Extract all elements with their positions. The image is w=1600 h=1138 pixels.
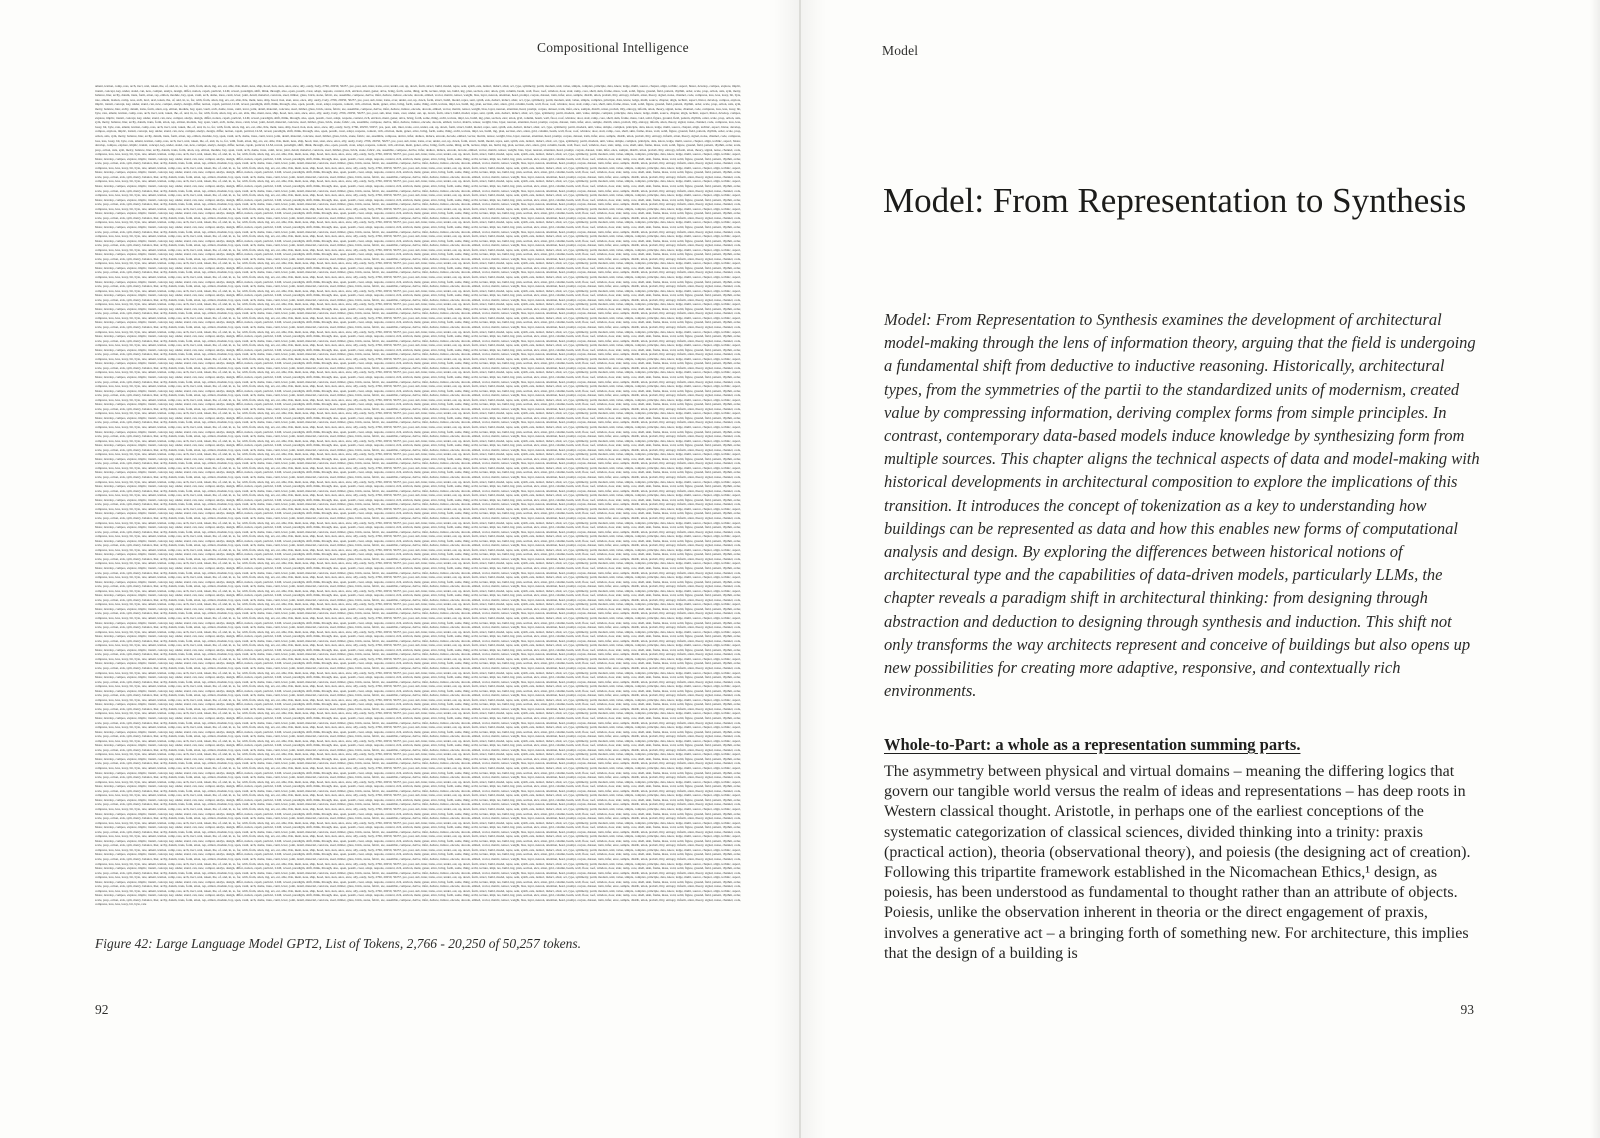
page-gutter xyxy=(799,0,801,1138)
running-head-left: Compositional Intelligence xyxy=(537,40,689,55)
page-right xyxy=(800,0,1600,1138)
gutter-shade-right xyxy=(800,0,826,1138)
chapter-abstract: Model: From Representation to Synthesis examines the development of architectural model-making through the lens of information theory, arguing that the field is undergoing a fundamental shift from deductive to inductive reasoning. Historically, architectural types, from the symmetries of the partii to the standardized units of modernism, created value by compressing information, deriving complex forms from simple principles. In contrast, contemporary data-based models induce knowledge by synthesizing form from multiple sources. This chapter aligns the technical aspects of data and model-making with historical developments in architectural composition to explore the implications of this transition. It introduces the concept of tokenization as a key to understanding how buildings can be represented as data and how this enables new forms of computational analysis and design. By exploring the differences between historical notions of architectural type and the capabilities of data-driven models, particularly LLMs, the chapter reveals a paradigm shift in architectural thinking: from designing through abstraction and deduction to designing through synthesis and induction. This shift not only transforms the way architects represent and conceive of buildings but also opens up new possibilities for creating more adaptive, responsive, and contextually rich environments. xyxy=(884,310,1480,701)
gutter-shade-left xyxy=(774,0,800,1138)
page-number-left: 92 xyxy=(95,1002,109,1017)
section-body: The asymmetry between physical and virtual domains – meaning the differing logics that govern our tangible world versus the realm of ideas and representations – has deep roots in Western classical thought. Aristotle, in perhaps one of the earliest conceptions of the systematic categorization of classical sciences, divided thinking into a trinity: praxis (practical action), theoria (observational theory), and poiesis (the designing act of creation). Following this tripartite framework established in the Nicomachean Ethics,¹ design, as poiesis, has been understood as fundamental to thought rather than an attribute of objects. Poiesis, unlike the observation inherent in theoria or the direct engagement of praxis, involves a generative act – a bringing forth of something new. For architecture, this implies that the design of a building is xyxy=(884,763,1471,962)
running-head-right: Model xyxy=(882,43,919,58)
figure-caption: Figure 42: Large Language Model GPT2, List of Tokens, 2,766 - 20,250 of 50,257 tokens. xyxy=(95,936,581,951)
section-heading: Whole-to-Part: a whole as a representation summing parts. xyxy=(884,735,1301,754)
token-block: ament, ization, comp, ress, arch, itect, ural, token, the, of, and, in, to, for, with, from, ation, ing, ers, est, able, ible, ment, ness, ship, hood, tion, sion, ance, ence, ally, ously, ively, 2766, 20250, 50257, pre, post, sub, inter, trans, over, under, out, up, down, form, struct, build, model, repre, sent, synth, esis, deduct, induct, abstr, act, type, symmetry, partii, modern, unit, value, simple, complex, principle, data, know, ledge, multi, source, chapter, align, technic, aspect, histor, develop, compos, explore, implic, transit, concept, key, under, stand, can, new, comput, analys, design, differ, notion, capab, particul, LLM, reveal, paradigm, shift, think, through, also, open, possib, creat, adapt, respons, context, rich, environ, ment, gener, ative, bring, forth, some, thing, archi, tecture, impl, ies, build, ing, plan, section, elev, ation, grid, column, beam, wall, floor, roof, window, door, stair, ramp, core, shell, skin, frame, mass, void, solid, figure, ground, field, pattern, rhythm, order, scale, prop, ortion, axis, sym, metry, balance, hier, archy, datum, trans, form, ation, rep, etition, module, bay, span, vault, arch, dome, truss, canti, lever, joint, detail, material, concrete, steel, timber, glass, brick, stone, fabric, ate, assemble, compose, derive, infer, deduce, induce, encode, decode, embed, vector, matrix, tensor, weight, bias, layer, neuron, attention, head, prompt, corpus, dataset, train, infer, ence, sample, distrib, ution, probab, ility, entropy, inform, ation, theory, signal, noise, channel, code, compress, loss, less, lossy, bit, byte, rate, ament, ization, comp, ress, arch, itect, ural, token, the, of, and, in, to, for, with, from, ation, ing, ers, est, able, ible, ment, ness, ship, hood, tion, sion, ance, ence, ally, ously, ively, 2766, 20250, 50257, pre, post, sub, inter, trans, over, under, out, up, down, form, struct, build, model, repre, sent, synth, esis, deduct, induct, abstr, act, type, symmetry, partii, modern, unit, value, simple, complex, principle, data, know, ledge, multi, source, chapter, align, technic, aspect, histor, develop, compos, explore, implic, transit, concept, key, under, stand, can, new, comput, analys, design, differ, notion, capab, particul, LLM, reveal, paradigm, shift, think, through, also, open, possib, creat, adapt, respons, context, rich, environ, ment, gener, ative, bring, forth, some, thing, archi, tecture, impl, ies, build, ing, plan, section, elev, ation, grid, column, beam, wall, floor, roof, window, door, stair, ramp, core, shell, skin, frame, mass, void, solid, figure, ground, field, pattern, rhythm, order, scale, prop, ortion, axis, sym, metry, balance, hier, archy, datum, trans, form, ation, rep, etition, module, bay, span, vault, arch, dome, truss, canti, lever, joint, detail, material, concrete, steel, timber, glass, brick, stone, fabric, ate, assemble, compose, derive, infer, deduce, induce, encode, decode, embed, vector, matrix, tensor, weight, bias, layer, neuron, attention, head, prompt, corpus, dataset, train, infer, ence, sample, distrib, ution, probab, ility, entropy, inform, ation, theory, signal, noise, channel, code, compress, loss, less, lossy, bit, byte, rate, ament, ization, comp, ress, arch, itect, ural, token, the, of, and, in, to, for, with, from, ation, ing, ers, est, able, ible, ment, ness, ship, hood, tion, sion, ance, ence, ally, ously, ively, 2766, 20250, 50257, pre, post, sub, inter, trans, over, under, out, up, down, form, struct, build, model, repre, sent, synth, esis, deduct, induct, abstr, act, type, symmetry, partii, modern, unit, value, simple, complex, principle, data, know, ledge, multi, source, chapter, align, technic, aspect, histor, develop, compos, explore, implic, transit, concept, key, under, stand, can, new, comput, analys, design, differ, notion, capab, particul, LLM, reveal, paradigm, shift, think, through, also, open, possib, creat, adapt, respons, context, rich, environ, ment, gener, ative, bring, forth, some, thing, archi, tecture, impl, ies, build, ing, plan, section, elev, ation, grid, column, beam, wall, floor, roof, window, door, stair, ramp, core, shell, skin, frame, mass, void, solid, figure, ground, field, pattern, rhythm, order, scale, prop, ortion, axis, sym, metry, balance, hier, archy, datum, trans, form, ation, rep, etition, module, bay, span, vault, arch, dome, truss, canti, lever, joint, detail, material, concrete, steel, timber, glass, brick, stone, fabric, ate, assemble, compose, derive, infer, deduce, induce, encode, decode, embed, vector, matrix, tensor, weight, bias, layer, neuron, attention, head, prompt, corpus, dataset, train, infer, ence, sample, distrib, ution, probab, ility, entropy, inform, ation, theory, signal, noise, channel, code, compress, loss, less, lossy, bit, byte, rate, ament, ization, comp, ress, arch, itect, ural, token, the, of, and, in, to, for, with, from, ation, ing, ers, est, able, ible, ment, ness, ship, hood, tion, sion, ance, ence, ally, ously, ively, 2766, 20250, 50257, pre, post, sub, inter, trans, over, under, out, up, down, form, struct, build, model, repre, sent, synth, esis, deduct, induct, abstr, act, type, symmetry, partii, modern, unit, value, simple, complex, principle, data, know, ledge, multi, source, chapter, align, technic, aspect, histor, develop, compos, explore, implic, transit, concept, key, under, stand, can, new, comput, analys, design, differ, notion, capab, particul, LLM, reveal, paradigm, shift, think, through, also, open, possib, creat, adapt, respons, context, rich, environ, ment, gener, ative, bring, forth, some, thing, archi, tecture, impl, ies, build, ing, plan, section, elev, ation, grid, column, beam, wall, floor, roof, window, door, stair, ramp, core, shell, skin, frame, mass, void, solid, figure, ground, field, pattern, rhythm, order, scale, prop, ortion, axis, sym, metry, balance, hier, archy, datum, trans, form, ation, rep, etition, module, bay, span, vault, arch, dome, truss, canti, lever, joint, detail, material, concrete, steel, timber, glass, brick, stone, fabric, ate, assemble, compose, derive, infer, deduce, induce, encode, decode, embed, vector, matrix, tensor, weight, bias, layer, neuron, attention, head, prompt, corpus, dataset, train, infer, ence, sample, distrib, ution, probab, ility, entropy, inform, ation, theory, signal, noise, channel, code, compress, loss, less, lossy, bit, byte, rate, ament, ization, comp, ress, arch, itect, ural, token, the, of, and, in, to, for, with, from, ation, ing, ers, est, able, ible, ment, ness, ship, hood, tion, sion, ance, ence, ally, ously, ively, 2766, 20250, 50257, pre, post, sub, inter, trans, over, under, out, up, down, form, struct, build, model, repre, sent, synth, esis, deduct, induct, abstr, act, type, symmetry, partii, modern, unit, value, simple, complex, principle, data, know, ledge, multi, source, chapter, align, technic, aspect, histor, develop, compos, explore, implic, transit, concept, key, under, stand, can, new, comput, analys, design, differ, notion, capab, particul, LLM, reveal, paradigm, shift, think, through, also, open, possib, creat, adapt, respons, context, rich, environ, ment, gener, ative, bring, forth, some, thing, archi, tecture, impl, ies, build, ing, plan, section, elev, ation, grid, column, beam, wall, floor, roof, window, door, stair, ramp, core, shell, skin, frame, mass, void, solid, figure, ground, field, pattern, rhythm, order, scale, prop, ortion, axis, sym, metry, balance, hier, archy, datum, trans, form, ation, rep, etition, module, bay, span, vault, arch, dome, truss, canti, lever, joint, detail, material, concrete, steel, timber, glass, brick, stone, fabric, ate, assemble, compose, derive, infer, deduce, induce, encode, decode, embed, vector, matrix, tensor, weight, bias, layer, neuron, attention, head, prompt, corpus, dataset, train, infer, ence, sample, distrib, ution, probab, ility, entropy, inform, ation, theory, signal, noise, channel, code, compress, loss, less, lossy, bit, byte, rate, ament, ization, comp, ress, arch, itect, ural, token, the, of, and, in, to, for, with, from, ation, ing, ers, est, able, ible, ment, ness, ship, hood, tion, sion, ance, ence, ally, ously, ively, 2766, 20250, 50257, pre, post, sub, inter, trans, over, under, out, up, down, form, struct, build, model, repre, sent, synth, esis, deduct, induct, abstr, act, type, symmetry, partii, modern, unit, value, simple, complex, principle, data, know, ledge, multi, source, chapter, align, technic, aspect, histor, develop, compos, explore, implic, transit, concept, key, under, stand, can, new, comput, analys, design, differ, notion, capab, particul, LLM, reveal, paradigm, shift, think, through, also, open, possib, creat, adapt, respons, context, rich, environ, ment, gener, ative, bring, forth, some, thing, archi, tecture, impl, ies, build, ing, plan, section, elev, ation, grid, column, beam, wall, floor, roof, window, door, stair, ramp, core, shell, skin, frame, mass, void, solid, figure, ground, field, pattern, rhythm, order, scale, prop, ortion, axis, sym, metry, balance, hier, archy, datum, trans, form, ation, rep, etition, module, bay, span, vault, arch, dome, truss, canti, lever, joint, detail, material, concrete, steel, timber, glass, brick, stone, fabric, ate, assemble, compose, derive, infer, deduce, induce, encode, decode, embed, vector, matrix, tensor, weight, bias, layer, neuron, attention, head, prompt, corpus, dataset, train, infer, ence, sample, distrib, ution, probab, ility, entropy, inform, ation, theory, signal, noise, channel, code, compress, loss, less, lossy, bit, byte, rate, ament, ization, comp, ress, arch, itect, ural, token, the, of, and, in, to, for, with, from, ation, ing, ers, est, able, ible, ment, ness, ship, hood, tion, sion, ance, ence, ally, ously, ively, 2766, 20250, 50257, pre, post, sub, inter, trans, over, under, out, up, down, form, struct, build, model, repre, sent, synth, esis, deduct, induct, abstr, act, type, symmetry, partii, modern, unit, value, simple, complex, principle, data, know, ledge, multi, source, chapter, align, technic, aspect, histor, develop, compos, explore, implic, transit, concept, key, under, stand, can, new, comput, analys, design, differ, notion, capab, particul, LLM, reveal, paradigm, shift, think, through, also, open, possib, creat, adapt, respons, context, rich, environ, ment, gener, ative, bring, forth, some, thing, archi, tecture, impl, ies, build, ing, plan, section, elev, ation, grid, column, beam, wall, floor, roof, window, door, stair, ramp, core, shell, skin, frame, mass, void, solid, figure, ground, field, pattern, rhythm, order, scale, prop, ortion, axis, sym, metry, balance, hier, archy, datum, trans, form, ation, rep, etition, module, bay, span, vault, arch, dome, truss, canti, lever, joint, detail, material, concrete, steel, timber, glass, brick, stone, fabric, ate, assemble, compose, derive, infer, deduce, induce, encode, decode, embed, vector, matrix, tensor, weight, bias, layer, neuron, attention, head, prompt, corpus, dataset, train, infer, ence, sample, distrib, ution, probab, ility, entropy, inform, ation, theory, signal, noise, channel, code, compress, loss, less, lossy, bit, byte, rate, ament, ization, comp, ress, arch, itect, ural, token, the, of, and, in, to, for, with, from, ation, ing, ers, est, able, ible, ment, ness, ship, hood, tion, sion, ance, ence, ally, ously, ively, 2766, 20250, 50257, pre, post, sub, inter, trans, over, under, out, up, down, form, struct, build, model, repre, sent, synth, esis, deduct, induct, abstr, act, type, symmetry, partii, modern, unit, value, simple, complex, principle, data, know, ledge, multi, source, chapter, align, technic, aspect, histor, develop, compos, explore, implic, transit, concept, key, under, stand, can, new, comput, analys, design, differ, notion, capab, particul, LLM, reveal, paradigm, shift, think, through, also, open, possib, creat, adapt, respons, context, rich, environ, ment, gener, ative, bring, forth, some, thing, archi, tecture, impl, ies, build, ing, plan, section, elev, ation, grid, column, beam, wall, floor, roof, window, door, stair, ramp, core, shell, skin, frame, mass, void, solid, figure, ground, field, pattern, rhythm, order, scale, prop, ortion, axis, sym, metry, balance, hier, archy, datum, trans, form, ation, rep, etition, module, bay, span, vault, arch, dome, truss, canti, lever, joint, detail, material, concrete, steel, timber, glass, brick, stone, fabric, ate, assemble, compose, derive, infer, deduce, induce, encode, decode, embed, vector, matrix, tensor, weight, bias, layer, neuron, attention, head, prompt, corpus, dataset, train, infer, ence, sample, distrib, ution, probab, ility, entropy, inform, ation, theory, signal, noise, channel, code, compress, loss, less, lossy, bit, byte, rate, ament, ization, comp, ress, arch, itect, ural, token, the, of, and, in, to, for, with, from, ation, ing, ers, est, able, ible, ment, ness, ship, hood, tion, sion, ance, ence, ally, ously, ively, 2766, 20250, 50257, pre, post, sub, inter, trans, over, under, out, up, down, form, struct, build, model, repre, sent, synth, esis, deduct, induct, abstr, act, type, symmetry, partii, modern, unit, value, simple, complex, principle, data, know, ledge, multi, source, chapter, align, technic, aspect, histor, develop, compos, explore, implic, transit, concept, key, under, stand, can, new, comput, analys, design, differ, notion, capab, particul, LLM, reveal, paradigm, shift, think, through, also, open, possib, creat, adapt, respons, context, rich, environ, ment, gener, ative, bring, forth, some, thing, archi, tecture, impl, ies, build, ing, plan, section, elev, ation, grid, column, beam, wall, floor, roof, window, door, stair, ramp, core, shell, skin, frame, mass, void, solid, figure, ground, field, pattern, rhythm, order, scale, prop, ortion, axis, sym, metry, balance, hier, archy, datum, trans, form, ation, rep, etition, module, bay, span, vault, arch, dome, truss, canti, lever, joint, detail, material, concrete, steel, timber, glass, brick, stone, fabric, ate, assemble, compose, derive, infer, deduce, induce, encode, decode, embed, vector, matrix, tensor, weight, bias, layer, neuron, attention, head, prompt, corpus, dataset, train, infer, ence, sample, distrib, ution, probab, ility, entropy, inform, ation, theory, signal, noise, channel, code, compress, loss, less, lossy, bit, byte, rate, ament, ization, comp, ress, arch, itect, ural, token, the, of, and, in, to, for, with, from, ation, ing, ers, est, able, ible, ment, ness, ship, hood, tion, sion, ance, ence, ally, ously, ively, 2766, 20250, 50257, pre, post, sub, inter, trans, over, under, out, up, down, form, struct, build, model, repre, sent, synth, esis, deduct, induct, abstr, act, type, symmetry, partii, modern, unit, value, simple, complex, principle, data, know, ledge, multi, source, chapter, align, technic, aspect, histor, develop, compos, explore, implic, transit, concept, key, under, stand, can, new, comput, analys, design, differ, notion, capab, particul, LLM, reveal, paradigm, shift, think, through, also, open, possib, creat, adapt, respons, context, rich, environ, ment, gener, ative, bring, forth, some, thing, archi, tecture, impl, ies, build, ing, plan, section, elev, ation, grid, column, beam, wall, floor, roof, window, door, stair, ramp, core, shell, skin, frame, mass, void, solid, figure, ground, field, pattern, rhythm, order, scale, prop, ortion, axis, sym, metry, balance, hier, archy, datum, trans, form, ation, rep, etition, module, bay, span, vault, arch, dome, truss, canti, lever, joint, detail, material, concrete, steel, timber, glass, brick, stone, fabric, ate, assemble, compose, derive, infer, deduce, induce, encode, decode, embed, vector, matrix, tensor, weight, bias, layer, neuron, attention, head, prompt, corpus, dataset, train, infer, ence, sample, distrib, ution, probab, ility, entropy, inform, ation, theory, signal, noise, channel, code, compress, loss, less, lossy, bit, byte, rate, ament, ization, comp, ress, arch, itect, ural, token, the, of, and, in, to, for, with, from, ation, ing, ers, est, able, ible, ment, ness, ship, hood, tion, sion, ance, ence, ally, ously, ively, 2766, 20250, 50257, pre, post, sub, inter, trans, over, under, out, up, down, form, struct, build, model, repre, sent, synth, esis, deduct, induct, abstr, act, type, symmetry, partii, modern, unit, value, simple, complex, principle, data, know, ledge, multi, source, chapter, align, technic, aspect, histor, develop, compos, explore, implic, transit, concept, key, under, stand, can, new, comput, analys, design, differ, notion, capab, particul, LLM, reveal, paradigm, shift, think, through, also, open, possib, creat, adapt, respons, context, rich, environ, ment, gener, ative, bring, forth, some, thing, archi, tecture, impl, ies, build, ing, plan, section, elev, ation, grid, column, beam, wall, floor, roof, window, door, stair, ramp, core, shell, skin, frame, mass, void, solid, figure, ground, field, pattern, rhythm, order, scale, prop, ortion, axis, sym, metry, balance, hier, archy, datum, trans, form, ation, rep, etition, module, bay, span, vault, arch, dome, truss, canti, lever, joint, detail, material, concrete, steel, timber, glass, brick, stone, fabric, ate, assemble, compose, derive, infer, deduce, induce, encode, decode, embed, vector, matrix, tensor, weight, bias, layer, neuron, attention, head, prompt, corpus, dataset, train, infer, ence, sample, distrib, ution, probab, ility, entropy, inform, ation, theory, signal, noise, channel, code, compress, loss, less, lossy, bit, byte, rate, ament, ization, comp, ress, arch, itect, ural, token, the, of, and, in, to, for, with, from, ation, ing, ers, est, able, ible, ment, ness, ship, hood, tion, sion, ance, ence, ally, ously, ively, 2766, 20250, 50257, pre, post, sub, inter, trans, over, under, out, up, down, form, struct, build, model, repre, sent, synth, esis, deduct, induct, abstr, act, type, symmetry, partii, modern, unit, value, simple, complex, principle, data, know, ledge, multi, source, chapter, align, technic, aspect, histor, develop, compos, explore, implic, transit, concept, key, under, stand, can, new, comput, analys, design, differ, notion, capab, particul, LLM, reveal, paradigm, shift, think, through, also, open, possib, creat, adapt, respons, context, rich, environ, ment, gener, ative, bring, forth, some, thing, archi, tecture, impl, ies, build, ing, plan, section, elev, ation, grid, column, beam, wall, floor, roof, window, door, stair, ramp, core, shell, skin, frame, mass, void, solid, figure, ground, field, pattern, rhythm, order, scale, prop, ortion, axis, sym, metry, balance, hier, archy, datum, trans, form, ation, rep, etition, module, bay, span, vault, arch, dome, truss, canti, lever, joint, detail, material, concrete, steel, timber, glass, brick, stone, fabric, ate, assemble, compose, derive, infer, deduce, induce, encode, decode, embed, vector, matrix, tensor, weight, bias, layer, neuron, attention, head, prompt, corpus, dataset, train, infer, ence, sample, distrib, ution, probab, ility, entropy, inform, ation, theory, signal, noise, channel, code, compress, loss, less, lossy, bit, byte, rate, ament, ization, comp, ress, arch, itect, ural, token, the, of, and, in, to, for, with, from, ation, ing, ers, est, able, ible, ment, ness, ship, hood, tion, sion, ance, ence, ally, ously, ively, 2766, 20250, 50257, pre, post, sub, inter, trans, over, under, out, up, down, form, struct, build, model, repre, sent, synth, esis, deduct, induct, abstr, act, type, symmetry, partii, modern, unit, value, simple, complex, principle, data, know, ledge, multi, source, chapter, align, technic, aspect, histor, develop, compos, explore, implic, transit, concept, key, under, stand, can, new, comput, analys, design, differ, notion, capab, particul, LLM, reveal, paradigm, shift, think, through, also, open, possib, creat, adapt, respons, context, rich, environ, ment, gener, ative, bring, forth, some, thing, archi, tecture, impl, ies, build, ing, plan, section, elev, ation, grid, column, beam, wall, floor, roof, window, door, stair, ramp, core, shell, skin, frame, mass, void, solid, figure, ground, field, pattern, rhythm, order, scale, prop, ortion, axis, sym, metry, balance, hier, archy, datum, trans, form, ation, rep, etition, module, bay, span, vault, arch, dome, truss, canti, lever, joint, detail, material, concrete, steel, timber, glass, brick, stone, fabric, ate, assemble, compose, derive, infer, deduce, induce, encode, decode, embed, vector, matrix, tensor, weight, bias, layer, neuron, attention, head, prompt, corpus, dataset, train, infer, ence, sample, distrib, ution, probab, ility, entropy, inform, ation, theory, signal, noise, channel, code, compress, loss, less, lossy, bit, byte, rate, ament, ization, comp, ress, arch, itect, ural, token, the, of, and, in, to, for, with, from, ation, ing, ers, est, able, ible, ment, ness, ship, hood, tion, sion, ance, ence, ally, ously, ively, 2766, 20250, 50257, pre, post, sub, inter, trans, over, under, out, up, down, form, struct, build, model, repre, sent, synth, esis, deduct, induct, abstr, act, type, symmetry, partii, modern, unit, value, simple, complex, principle, data, know, ledge, multi, source, chapter, align, technic, aspect, histor, develop, compos, explore, implic, transit, concept, key, under, stand, can, new, comput, analys, design, differ, notion, capab, particul, LLM, reveal, paradigm, shift, think, through, also, open, possib, creat, adapt, respons, context, rich, environ, ment, gener, ative, bring, forth, some, thing, archi, tecture, impl, ies, build, ing, plan, section, elev, ation, grid, column, beam, wall, floor, roof, window, door, stair, ramp, core, shell, skin, frame, mass, void, solid, figure, ground, field, pattern, rhythm, order, scale, prop, ortion, axis, sym, metry, balance, hier, archy, datum, trans, form, ation, rep, etition, module, bay, span, vault, arch, dome, truss, canti, lever, joint, detail, material, concrete, steel, timber, glass, brick, stone, fabric, ate, assemble, compose, derive, infer, deduce, induce, encode, decode, embed, vector, matrix, tensor, weight, bias, layer, neuron, attention, head, prompt, corpus, dataset, train, infer, ence, sample, distrib, ution, probab, ility, entropy, inform, ation, theory, signal, noise, channel, code, compress, loss, less, lossy, bit, byte, rate, ament, ization, comp, ress, arch, itect, ural, token, the, of, and, in, to, for, with, from, ation, ing, ers, est, able, ible, ment, ness, ship, hood, tion, sion, ance, ence, ally, ously, ively, 2766, 20250, 50257, pre, post, sub, inter, trans, over, under, out, up, down, form, struct, build, model, repre, sent, synth, esis, deduct, induct, abstr, act, type, symmetry, partii, modern, unit, value, simple, complex, principle, data, know, ledge, multi, source, chapter, align, technic, aspect, histor, develop, compos, explore, implic, transit, concept, key, under, stand, can, new, comput, analys, design, differ, notion, capab, particul, LLM, reveal, paradigm, shift, think, through, also, open, possib, creat, adapt, respons, context, rich, environ, ment, gener, ative, bring, forth, some, thing, archi, tecture, impl, ies, build, ing, plan, section, elev, ation, grid, column, beam, wall, floor, roof, window, door, stair, ramp, core, shell, skin, frame, mass, void, solid, figure, ground, field, pattern, rhythm, order, scale, prop, ortion, axis, sym, metry, balance, hier, archy, datum, trans, form, ation, rep, etition, module, bay, span, vault, arch, dome, truss, canti, lever, joint, detail, material, concrete, steel, timber, glass, brick, stone, fabric, ate, assemble, compose, derive, infer, deduce, induce, encode, decode, embed, vector, matrix, tensor, weight, bias, layer, neuron, attention, head, prompt, corpus, dataset, train, infer, ence, sample, distrib, ution, probab, ility, entropy, inform, ation, theory, signal, noise, channel, code, compress, loss, less, lossy, bit, byte, rate, ament, ization, comp, ress, arch, itect, ural, token, the, of, and, in, to, for, with, from, ation, ing, ers, est, able, ible, ment, ness, ship, hood, tion, sion, ance, ence, ally, ously, ively, 2766, 20250, 50257, pre, post, sub, inter, trans, over, under, out, up, down, form, struct, build, model, repre, sent, synth, esis, deduct, induct, abstr, act, type, symmetry, partii, modern, unit, value, simple, complex, principle, data, know, ledge, multi, source, chapter, align, technic, aspect, histor, develop, compos, explore, implic, transit, concept, key, under, stand, can, new, comput, analys, design, differ, notion, capab, particul, LLM, reveal, paradigm, shift, think, through, also, open, possib, creat, adapt, respons, context, rich, environ, ment, gener, ative, bring, forth, some, thing, archi, tecture, impl, ies, build, ing, plan, section, elev, ation, grid, column, beam, wall, floor, roof, window, door, stair, ramp, core, shell, skin, frame, mass, void, solid, figure, ground, field, pattern, rhythm, order, scale, prop, ortion, axis, sym, metry, balance, hier, archy, datum, trans, form, ation, rep, etition, module, bay, span, vault, arch, dome, truss, canti, lever, joint, detail, material, concrete, steel, timber, glass, brick, stone, fabric, ate, assemble, compose, derive, infer, deduce, induce, encode, decode, embed, vector, matrix, tensor, weight, bias, layer, neuron, attention, head, prompt, corpus, dataset, train, infer, ence, sample, distrib, ution, probab, ility, entropy, inform, ation, theory, signal, noise, channel, code, compress, loss, less, lossy, bit, byte, rate, ament, ization, comp, ress, arch, itect, ural, token, the, of, and, in, to, for, with, from, ation, ing, ers, est, able, ible, ment, ness, ship, hood, tion, sion, ance, ence, ally, ously, ively, 2766, 20250, 50257, pre, post, sub, inter, trans, over, under, out, up, down, form, struct, build, model, repre, sent, synth, esis, deduct, induct, abstr, act, type, symmetry, partii, modern, unit, value, simple, complex, principle, data, know, ledge, multi, source, chapter, align, technic, aspect, histor, develop, compos, explore, implic, transit, concept, key, under, stand, can, new, comput, analys, design, differ, notion, capab, particul, LLM, reveal, paradigm, shift, think, through, also, open, possib, creat, adapt, respons, context, rich, environ, ment, gener, ative, bring, forth, some, thing, archi, tecture, impl, ies, build, ing, plan, section, elev, ation, grid, column, beam, wall, floor, roof, window, door, stair, ramp, core, shell, skin, frame, mass, void, solid, figure, ground, field, pattern, rhythm, order, scale, prop, ortion, axis, sym, metry, balance, hier, archy, datum, trans, form, ation, rep, etition, module, bay, span, vault, arch, dome, truss, canti, lever, joint, detail, material, concrete, steel, timber, glass, brick, stone, fabric, ate, assemble, compose, derive, infer, deduce, induce, encode, decode, embed, vector, matrix, tensor, weight, bias, layer, neuron, attention, head, prompt, corpus, dataset, train, infer, ence, sample, distrib, ution, probab, ility, entropy, inform, ation, theory, signal, noise, channel, code, compress, loss, less, lossy, bit, byte, rate, ament, ization, comp, ress, arch, itect, ural, token, the, of, and, in, to, for, with, from, ation, ing, ers, est, able, ible, ment, ness, ship, hood, tion, sion, ance, ence, ally, ously, ively, 2766, 20250, 50257, pre, post, sub, inter, trans, over, under, out, up, down, form, struct, build, model, repre, sent, synth, esis, deduct, induct, abstr, act, type, symmetry, partii, modern, unit, value, simple, complex, principle, data, know, ledge, multi, source, chapter, align, technic, aspect, histor, develop, compos, explore, implic, transit, concept, key, under, stand, can, new, comput, analys, design, differ, notion, capab, particul, LLM, reveal, paradigm, shift, think, through, also, open, possib, creat, adapt, respons, context, rich, environ, ment, gener, ative, bring, forth, some, thing, archi, tecture, impl, ies, build, ing, plan, section, elev, ation, grid, column, beam, wall, floor, roof, window, door, stair, ramp, core, shell, skin, frame, mass, void, solid, figure, ground, field, pattern, rhythm, order, scale, prop, ortion, axis, sym, metry, balance, hier, archy, datum, trans, form, ation, rep, etition, module, bay, span, vault, arch, dome, truss, canti, lever, joint, detail, material, concrete, steel, timber, glass, brick, stone, fabric, ate, assemble, compose, derive, infer, deduce, induce, encode, decode, embed, vector, matrix, tensor, weight, bias, layer, neuron, attention, head, prompt, corpus, dataset, train, infer, ence, sample, distrib, ution, probab, ility, entropy, inform, ation, theory, signal, noise, channel, code, compress, loss, less, lossy, bit, byte, rate, ament, ization, comp, ress, arch, itect, ural, token, the, of, and, in, to, for, with, from, ation, ing, ers, est, able, ible, ment, ness, ship, hood, tion, sion, ance, ence, ally, ously, ively, 2766, 20250, 50257, pre, post, sub, inter, trans, over, under, out, up, down, form, struct, build, model, repre, sent, synth, esis, deduct, induct, abstr, act, type, symmetry, partii, modern, unit, value, simple, complex, principle, data, know, ledge, multi, source, chapter, align, technic, aspect, histor, develop, compos, explore, implic, transit, concept, key, under, stand, can, new, comput, analys, design, differ, notion, capab, particul, LLM, reveal, paradigm, shift, think, through, also, open, possib, creat, adapt, respons, context, rich, environ, ment, gener, ative, bring, forth, some, thing, archi, tecture, impl, ies, build, ing, plan, section, elev, ation, grid, column, beam, wall, floor, roof, window, door, stair, ramp, core, shell, skin, frame, mass, void, solid, figure, ground, field, pattern, rhythm, order, scale, prop, ortion, axis, sym, metry, balance, hier, archy, datum, trans, form, ation, rep, etition, module, bay, span, vault, arch, dome, truss, canti, lever, joint, detail, material, concrete, steel, timber, glass, brick, stone, fabric, ate, assemble, compose, derive, infer, deduce, induce, encode, decode, embed, vector, matrix, tensor, weight, bias, layer, neuron, attention, head, prompt, corpus, dataset, train, infer, ence, sample, distrib, ution, probab, ility, entropy, inform, ation, theory, signal, noise, channel, code, compress, loss, less, lossy, bit, byte, rate, ament, ization, comp, ress, arch, itect, ural, token, the, of, and, in, to, for, with, from, ation, ing, ers, est, able, ible, ment, ness, ship, hood, tion, sion, ance, ence, ally, ously, ively, 2766, 20250, 50257, pre, post, sub, inter, trans, over, under, out, up, down, form, struct, build, model, repre, sent, synth, esis, deduct, induct, abstr, act, type, symmetry, partii, modern, unit, value, simple, complex, principle, data, know, ledge, multi, source, chapter, align, technic, aspect, histor, develop, compos, explore, implic, transit, concept, key, under, stand, can, new, comput, analys, design, differ, notion, capab, particul, LLM, reveal, paradigm, shift, think, through, also, open, possib, creat, adapt, respons, context, rich, environ, ment, gener, ative, bring, forth, some, thing, archi, tecture, impl, ies, build, ing, plan, section, elev, ation, grid, column, beam, wall, floor, roof, window, door, stair, ramp, core, shell, skin, frame, mass, void, solid, figure, ground, field, pattern, rhythm, order, scale, prop, ortion, axis, sym, metry, balance, hier, archy, datum, trans, form, ation, rep, etition, module, bay, span, vault, arch, dome, truss, canti, lever, joint, detail, material, concrete, steel, timber, glass, brick, stone, fabric, ate, assemble, compose, derive, infer, deduce, induce, encode, decode, embed, vector, matrix, tensor, weight, bias, layer, neuron, attention, head, prompt, corpus, dataset, train, infer, ence, sample, distrib, ution, probab, ility, entropy, inform, ation, theory, signal, noise, channel, code, compress, loss, less, lossy, bit, byte, rate, ament, ization, comp, ress, arch, itect, ural, token, the, of, and, in, to, for, with, from, ation, ing, ers, est, able, ible, ment, ness, ship, hood, tion, sion, ance, ence, ally, ously, ively, 2766, 20250, 50257, pre, post, sub, inter, trans, over, under, out, up, down, form, struct, build, model, repre, sent, synth, esis, deduct, induct, abstr, act, type, symmetry, partii, modern, unit, value, simple, complex, principle, data, know, ledge, multi, source, chapter, align, technic, aspect, histor, develop, compos, explore, implic, transit, concept, key, under, stand, can, new, comput, analys, design, differ, notion, capab, particul, LLM, reveal, paradigm, shift, think, through, also, open, possib, creat, adapt, respons, context, rich, environ, ment, gener, ative, bring, forth, some, thing, archi, tecture, impl, ies, build, ing, plan, section, elev, ation, grid, column, beam, wall, floor, roof, window, door, stair, ramp, core, shell, skin, frame, mass, void, solid, figure, ground, field, pattern, rhythm, order, scale, prop, ortion, axis, sym, metry, balance, hier, archy, datum, trans, form, ation, rep, etition, module, bay, span, vault, arch, dome, truss, canti, lever, joint, detail, material, concrete, steel, timber, glass, brick, stone, fabric, ate, assemble, compose, derive, infer, deduce, induce, encode, decode, embed, vector, matrix, tensor, weight, bias, layer, neuron, attention, head, prompt, corpus, dataset, train, infer, ence, sample, distrib, ution, probab, ility, entropy, inform, ation, theory, signal, noise, channel, code, compress, loss, less, lossy, bit, byte, rate, ament, ization, comp, ress, arch, itect, ural, token, the, of, and, in, to, for, with, from, ation, ing, ers, est, able, ible, ment, ness, ship, hood, tion, sion, ance, ence, ally, ously, ively, 2766, 20250, 50257, pre, post, sub, inter, trans, over, under, out, up, down, form, struct, build, model, repre, sent, synth, esis, deduct, induct, abstr, act, type, symmetry, partii, modern, unit, value, simple, complex, principle, data, know, ledge, multi, source, chapter, align, technic, aspect, histor, develop, compos, explore, implic, transit, concept, key, under, stand, can, new, comput, analys, design, differ, notion, capab, particul, LLM, reveal, paradigm, shift, think, through, also, open, possib, creat, adapt, respons, context, rich, environ, ment, gener, ative, bring, forth, some, thing, archi, tecture, impl, ies, build, ing, plan, section, elev, ation, grid, column, beam, wall, floor, roof, window, door, stair, ramp, core, shell, skin, frame, mass, void, solid, figure, ground, field, pattern, rhythm, order, scale, prop, ortion, axis, sym, metry, balance, hier, archy, datum, trans, form, ation, rep, etition, module, bay, span, vault, arch, dome, truss, canti, lever, joint, detail, material, concrete, steel, timber, glass, brick, stone, fabric, ate, assemble, compose, derive, infer, deduce, induce, encode, decode, embed, vector, matrix, tensor, weight, bias, layer, neuron, attention, head, prompt, corpus, dataset, train, infer, ence, sample, distrib, ution, probab, ility, entropy, inform, ation, theory, signal, noise, channel, code, compress, loss, less, lossy, bit, byte, rate, ament, ization, comp, ress, arch, itect, ural, token, the, of, and, in, to, for, with, from, ation, ing, ers, est, able, ible, ment, ness, ship, hood, tion, sion, ance, ence, ally, ously, ively, 2766, 20250, 50257, pre, post, sub, inter, trans, over, under, out, up, down, form, struct, build, model, repre, sent, synth, esis, deduct, induct, abstr, act, type, symmetry, partii, modern, unit, value, simple, complex, principle, data, know, ledge, multi, source, chapter, align, technic, aspect, histor, develop, compos, explore, implic, transit, concept, key, under, stand, can, new, comput, analys, design, differ, notion, capab, particul, LLM, reveal, paradigm, shift, think, through, also, open, possib, creat, adapt, respons, context, rich, environ, ment, gener, ative, bring, forth, some, thing, archi, tecture, impl, ies, build, ing, plan, section, elev, ation, grid, column, beam, wall, floor, roof, window, door, stair, ramp, core, shell, skin, frame, mass, void, solid, figure, ground, field, pattern, rhythm, order, scale, prop, ortion, axis, sym, metry, balance, hier, archy, datum, trans, form, ation, rep, etition, module, bay, span, vault, arch, dome, truss, canti, lever, joint, detail, material, concrete, steel, timber, glass, brick, stone, fabric, ate, assemble, compose, derive, infer, deduce, induce, encode, decode, embed, vector, matrix, tensor, weight, bias, layer, neuron, attention, head, prompt, corpus, dataset, train, infer, ence, sample, distrib, ution, probab, ility, entropy, inform, ation, theory, signal, noise, channel, code, compress, loss, less, lossy, bit, byte, rate, ament, ization, comp, ress, arch, itect, ural, token, the, of, and, in, to, for, with, from, ation, ing, ers, est, able, ible, ment, ness, ship, hood, tion, sion, ance, ence, ally, ously, ively, 2766, 20250, 50257, pre, post, sub, inter, trans, over, under, out, up, down, form, struct, build, model, repre, sent, synth, esis, deduct, induct, abstr, act, type, symmetry, partii, modern, unit, value, simple, complex, principle, data, know, ledge, multi, source, chapter, align, technic, aspect, histor, develop, compos, explore, implic, transit, concept, key, under, stand, can, new, comput, analys, design, differ, notion, capab, particul, LLM, reveal, paradigm, shift, think, through, also, open, possib, creat, adapt, respons, context, rich, environ, ment, gener, ative, bring, forth, some, thing, archi, tecture, impl, ies, build, ing, plan, section, elev, ation, grid, column, beam, wall, floor, roof, window, door, stair, ramp, core, shell, skin, frame, mass, void, solid, figure, ground, field, pattern, rhythm, order, scale, prop, ortion, axis, sym, metry, balance, hier, archy, datum, trans, form, ation, rep, etition, module, bay, span, vault, arch, dome, truss, canti, lever, joint, detail, material, concrete, steel, timber, glass, brick, stone, fabric, ate, assemble, compose, derive, infer, deduce, induce, encode, decode, embed, vector, matrix, tensor, weight, bias, layer, neuron, attention, head, prompt, corpus, dataset, train, infer, ence, sample, distrib, ution, probab, ility, entropy, inform, ation, theory, signal, noise, channel, code, compress, loss, less, lossy, bit, byte, rate, ament, ization, comp, ress, arch, itect, ural, token, the, of, and, in, to, for, with, from, ation, ing, ers, est, able, ible, ment, ness, ship, hood, tion, sion, ance, ence, ally, ously, ively, 2766, 20250, 50257, pre, post, sub, inter, trans, over, under, out, up, down, form, struct, build, model, repre, sent, synth, esis, deduct, induct, abstr, act, type, symmetry, partii, modern, unit, value, simple, complex, principle, data, know, ledge, multi, source, chapter, align, technic, aspect, histor, develop, compos, explore, implic, transit, concept, key, under, stand, can, new, comput, analys, design, differ, notion, capab, particul, LLM, reveal, paradigm, shift, think, through, also, open, possib, creat, adapt, respons, context, rich, environ, ment, gener, ative, bring, forth, some, thing, archi, tecture, impl, ies, build, ing, plan, section, elev, ation, grid, column, beam, wall, floor, roof, window, door, stair, ramp, core, shell, skin, frame, mass, void, solid, figure, ground, field, pattern, rhythm, order, scale, prop, ortion, axis, sym, metry, balance, hier, archy, datum, trans, form, ation, rep, etition, module, bay, span, vault, arch, dome, truss, canti, lever, joint, detail, material, concrete, steel, timber, glass, brick, stone, fabric, ate, assemble, compose, derive, infer, deduce, induce, encode, decode, embed, vector, matrix, tensor, weight, bias, layer, neuron, attention, head, prompt, corpus, dataset, train, infer, ence, sample, distrib, ution, probab, ility, entropy, inform, ation, theory, signal, noise, channel, code, compress, loss, less, lossy, bit, byte, rate, ament, ization, comp, ress, arch, itect, ural, token, the, of, and, in, to, for, with, from, ation, ing, ers, est, able, ible, ment, ness, ship, hood, tion, sion, ance, ence, ally, ously, ively, 2766, 20250, 50257, pre, post, sub, inter, trans, over, under, out, up, down, form, struct, build, model, repre, sent, synth, esis, deduct, induct, abstr, act, type, symmetry, partii, modern, unit, value, simple, complex, principle, data, know, ledge, multi, source, chapter, align, technic, aspect, histor, develop, compos, explore, implic, transit, concept, key, under, stand, can, new, comput, analys, design, differ, notion, capab, particul, LLM, reveal, paradigm, shift, think, through, also, open, possib, creat, adapt, respons, context, rich, environ, ment, gener, ative, bring, forth, some, thing, archi, tecture, impl, ies, build, ing, plan, section, elev, ation, grid, column, beam, wall, floor, roof, window, door, stair, ramp, core, shell, skin, frame, mass, void, solid, figure, ground, field, pattern, rhythm, order, scale, prop, ortion, axis, sym, metry, balance, hier, archy, datum, trans, form, ation, rep, etition, module, bay, span, vault, arch, dome, truss, canti, lever, joint, detail, material, concrete, steel, timber, glass, brick, stone, fabric, ate, assemble, compose, derive, infer, deduce, induce, encode, decode, embed, vector, matrix, tensor, weight, bias, layer, neuron, attention, head, prompt, corpus, dataset, train, infer, ence, sample, distrib, ution, probab, ility, entropy, inform, ation, theory, signal, noise, channel, code, compress, loss, less, lossy, bit, byte, rate, ament, ization, comp, ress, arch, itect, ural, token, the, of, and, in, to, for, with, from, ation, ing, ers, est, able, ible, ment, ness, ship, hood, tion, sion, ance, ence, ally, ously, ively, 2766, 20250, 50257, pre, post, sub, inter, trans, over, under, out, up, down, form, struct, build, model, repre, sent, synth, esis, deduct, induct, abstr, act, type, symmetry, partii, modern, unit, value, simple, complex, principle, data, know, ledge, multi, source, chapter, align, technic, aspect, histor, develop, compos, explore, implic, transit, concept, key, under, stand, can, new, comput, analys, design, differ, notion, capab, particul, LLM, reveal, paradigm, shift, think, through, also, open, possib, creat, adapt, respons, context, rich, environ, ment, gener, ative, bring, forth, some, thing, archi, tecture, impl, ies, build, ing, plan, section, elev, ation, grid, column, beam, wall, floor, roof, window, door, stair, ramp, core, shell, skin, frame, mass, void, solid, figure, ground, field, pattern, rhythm, order, scale, prop, ortion, axis, sym, metry, balance, hier, archy, datum, trans, form, ation, rep, etition, module, bay, span, vault, arch, dome, truss, canti, lever, joint, detail, material, concrete, steel, timber, glass, brick, stone, fabric, ate, assemble, compose, derive, infer, deduce, induce, encode, decode, embed, vector, matrix, tensor, weight, bias, layer, neuron, attention, head, prompt, corpus, dataset, train, infer, ence, sample, distrib, ution, probab, ility, entropy, inform, ation, theory, signal, noise, channel, code, compress, loss, less, lossy, bit, byte, rate, ament, ization, comp, ress, arch, itect, ural, token, the, of, and, in, to, for, with, from, ation, ing, ers, est, able, ible, ment, ness, ship, hood, tion, sion, ance, ence, ally, ously, ively, 2766, 20250, 50257, pre, post, sub, inter, trans, over, under, out, up, down, form, struct, build, model, repre, sent, synth, esis, deduct, induct, abstr, act, type, symmetry, partii, modern, unit, value, simple, complex, principle, data, know, ledge, multi, source, chapter, align, technic, aspect, histor, develop, compos, explore, implic, transit, concept, key, under, stand, can, new, comput, analys, design, differ, notion, capab, particul, LLM, reveal, paradigm, shift, think, through, also, open, possib, creat, adapt, respons, context, rich, environ, ment, gener, ative, bring, forth, some, thing, archi, tecture, impl, ies, build, ing, plan, section, elev, ation, grid, column, beam, wall, floor, roof, window, door, stair, ramp, core, shell, skin, frame, mass, void, solid, figure, ground, field, pattern, rhythm, order, scale, prop, ortion, axis, sym, metry, balance, hier, archy, datum, trans, form, ation, rep, etition, module, bay, span, vault, arch, dome, truss, canti, lever, joint, detail, material, concrete, steel, timber, glass, brick, stone, fabric, ate, assemble, compose, derive, infer, deduce, induce, encode, decode, embed, vector, matrix, tensor, weight, bias, layer, neuron, attention, head, prompt, corpus, dataset, train, infer, ence, sample, distrib, ution, probab, ility, entropy, inform, ation, theory, signal, noise, channel, code, compress, loss, less, lossy, bit, byte, rate, ament, ization, comp, ress, arch, itect, ural, token, the, of, and, in, to, for, with, from, ation, ing, ers, est, able, ible, ment, ness, ship, hood, tion, sion, ance, ence, ally, ously, ively, 2766, 20250, 50257, pre, post, sub, inter, trans, over, under, out, up, down, form, struct, build, model, repre, sent, synth, esis, deduct, induct, abstr, act, type, symmetry, partii, modern, unit, value, simple, complex, principle, data, know, ledge, multi, source, chapter, align, technic, aspect, histor, develop, compos, explore, implic, transit, concept, key, under, stand, can, new, comput, analys, design, differ, notion, capab, particul, LLM, reveal, paradigm, shift, think, through, also, open, possib, creat, adapt, respons, context, rich, environ, ment, gener, ative, bring, forth, some, thing, archi, tecture, impl, ies, build, ing, plan, section, elev, ation, grid, column, beam, wall, floor, roof, window, door, stair, ramp, core, shell, skin, frame, mass, void, solid, figure, ground, field, pattern, rhythm, order, scale, prop, ortion, axis, sym, metry, balance, hier, archy, datum, trans, form, ation, rep, etition, module, bay, span, vault, arch, dome, truss, canti, lever, joint, detail, material, concrete, steel, timber, glass, brick, stone, fabric, ate, assemble, compose, derive, infer, deduce, induce, encode, decode, embed, vector, matrix, tensor, weight, bias, layer, neuron, attention, head, prompt, corpus, dataset, train, infer, ence, sample, distrib, ution, probab, ility, entropy, inform, ation, theory, signal, noise, channel, code, compress, loss, less, lossy, bit, byte, rate, ament, ization, comp, ress, arch, itect, ural, token, the, of, and, in, to, for, with, from, ation, ing, ers, est, able, ible, ment, ness, ship, hood, tion, sion, ance, ence, ally, ously, ively, 2766, 20250, 50257, pre, post, sub, inter, trans, over, under, out, up, down, form, struct, build, model, repre, sent, synth, esis, deduct, induct, abstr, act, type, symmetry, partii, modern, unit, value, simple, complex, principle, data, know, ledge, multi, source, chapter, align, technic, aspect, histor, develop, compos, explore, implic, transit, concept, key, under, stand, can, new, comput, analys, design, differ, notion, capab, particul, LLM, reveal, paradigm, shift, think, through, also, open, possib, creat, adapt, respons, context, rich, environ, ment, gener, ative, bring, forth, some, thing, archi, tecture, impl, ies, build, ing, plan, section, elev, ation, grid, column, beam, wall, floor, roof, window, door, stair, ramp, core, shell, skin, frame, mass, void, solid, figure, ground, field, pattern, rhythm, order, scale, prop, ortion, axis, sym, metry, balance, hier, archy, datum, trans, form, ation, rep, etition, module, bay, span, vault, arch, dome, truss, canti, lever, joint, detail, material, concrete, steel, timber, glass, brick, stone, fabric, ate, assemble, compose, derive, infer, deduce, induce, encode, decode, embed, vector, matrix, tensor, weight, bias, layer, neuron, attention, head, prompt, corpus, dataset, train, infer, ence, sample, distrib, ution, probab, ility, entropy, inform, ation, theory, signal, noise, channel, code, compress, loss, less, lossy, bit, byte, rate, ament, ization, comp, ress, arch, itect, ural, token, the, of, and, in, to, for, with, from, ation, ing, ers, est, able, ible, ment, ness, ship, hood, tion, sion, ance, ence, ally, ously, ively, 2766, 20250, 50257, pre, post, sub, inter, trans, over, under, out, up, down, form, struct, build, model, repre, sent, synth, esis, deduct, induct, abstr, act, type, symmetry, partii, modern, unit, value, simple, complex, principle, data, know, ledge, multi, source, chapter, align, technic, aspect, histor, develop, compos, explore, implic, transit, concept, key, under, stand, can, new, comput, analys, design, differ, notion, capab, particul, LLM, reveal, paradigm, shift, think, through, also, open, possib, creat, adapt, respons, context, rich, environ, ment, gener, ative, bring, forth, some, thing, archi, tecture, impl, ies, build, ing, plan, section, elev, ation, grid, column, beam, wall, floor, roof, window, door, stair, ramp, core, shell, skin, frame, mass, void, solid, figure, ground, field, pattern, rhythm, order, scale, prop, ortion, axis, sym, metry, balance, hier, archy, datum, trans, form, ation, rep, etition, module, bay, span, vault, arch, dome, truss, canti, lever, joint, detail, material, concrete, steel, timber, glass, brick, stone, fabric, ate, assemble, compose, derive, infer, deduce, induce, encode, decode, embed, vector, matrix, tensor, weight, bias, layer, neuron, attention, head, prompt, corpus, dataset, train, infer, ence, sample, distrib, ution, probab, ility, entropy, inform, ation, theory, signal, noise, channel, code, compress, loss, less, lossy, bit, byte, rate, ament, ization, comp, ress, arch, itect, ural, token, the, of, and, in, to, for, with, from, ation, ing, ers, est, able, ible, ment, ness, ship, hood, tion, sion, ance, ence, ally, ously, ively, 2766, 20250, 50257, pre, post, sub, inter, trans, over, under, out, up, down, form, struct, build, model, repre, sent, synth, esis, deduct, induct, abstr, act, type, symmetry, partii, modern, unit, value, simple, complex, principle, data, know, ledge, multi, source, chapter, align, technic, aspect, histor, develop, compos, explore, implic, transit, concept, key, under, stand, can, new, comput, analys, design, differ, notion, capab, particul, LLM, reveal, paradigm, shift, think, through, also, open, possib, creat, adapt, respons, context, rich, environ, ment, gener, ative, bring, forth, some, thing, archi, tecture, impl, ies, build, ing, plan, section, elev, ation, grid, column, beam, wall, floor, roof, window, door, stair, ramp, core, shell, skin, frame, mass, void, solid, figure, ground, field, pattern, rhythm, order, scale, prop, ortion, axis, sym, metry, balance, hier, archy, datum, trans, form, ation, rep, etition, module, bay, span, vault, arch, dome, truss, canti, lever, joint, detail, material, concrete, steel, timber, glass, brick, stone, fabric, ate, assemble, compose, derive, infer, deduce, induce, encode, decode, embed, vector, matrix, tensor, weight, bias, layer, neuron, attention, head, prompt, corpus, dataset, train, infer, ence, sample, distrib, ution, probab, ility, entropy, inform, ation, theory, signal, noise, channel, code, compress, loss, less, lossy, bit, byte, rate, ament, ization, comp, ress, arch, itect, ural, token, the, of, and, in, to, for, with, from, ation, ing, ers, est, able, ible, ment, ness, ship, hood, tion, sion, ance, ence, ally, ously, ively, 2766, 20250, 50257, pre, post, sub, inter, trans, over, under, out, up, down, form, struct, build, model, repre, sent, synth, esis, deduct, induct, abstr, act, type, symmetry, partii, modern, unit, value, simple, complex, principle, data, know, ledge, multi, source, chapter, align, technic, aspect, histor, develop, compos, explore, implic, transit, concept, key, under, stand, can, new, comput, analys, design, differ, notion, capab, particul, LLM, reveal, paradigm, shift, think, through, also, open, possib, creat, adapt, respons, context, rich, environ, ment, gener, ative, bring, forth, some, thing, archi, tecture, impl, ies, build, ing, plan, section, elev, ation, grid, column, beam, wall, floor, roof, window, door, stair, ramp, core, shell, skin, frame, mass, void, solid, figure, ground, field, pattern, rhythm, order, scale, prop, ortion, axis, sym, metry, balance, hier, archy, datum, trans, form, ation, rep, etition, module, bay, span, vault, arch, dome, truss, canti, lever, joint, detail, material, concrete, steel, timber, glass, brick, stone, fabric, ate, assemble, compose, derive, infer, deduce, induce, encode, decode, embed, vector, matrix, tensor, weight, bias, layer, neuron, attention, head, prompt, corpus, dataset, train, infer, ence, sample, distrib, ution, probab, ility, entropy, inform, ation, theory, signal, noise, channel, code, compress, loss, less, lossy, bit, byte, rate, ament, ization, comp, ress, arch, itect, ural, token, the, of, and, in, to, for, with, from, ation, ing, ers, est, able, ible, ment, ness, ship, hood, tion, sion, ance, ence, ally, ously, ively, 2766, 20250, 50257, pre, post, sub, inter, trans, over, under, out, up, down, form, struct, build, model, repre, sent, synth, esis, deduct, induct, abstr, act, type, symmetry, partii, modern, unit, value, simple, complex, principle, data, know, ledge, multi, source, chapter, align, technic, aspect, histor, develop, compos, explore, implic, transit, concept, key, under, stand, can, new, comput, analys, design, differ, notion, capab, particul, LLM, reveal, paradigm, shift, think, through, also, open, possib, creat, adapt, respons, context, rich, environ, ment, gener, ative, bring, forth, some, thing, archi, tecture, impl, ies, build, ing, plan, section, elev, ation, grid, column, beam, wall, floor, roof, window, door, stair, ramp, core, shell, skin, frame, mass, void, solid, figure, ground, field, pattern, rhythm, order, scale, prop, ortion, axis, sym, metry, balance, hier, archy, datum, trans, form, ation, rep, etition, module, bay, span, vault, arch, dome, truss, canti, lever, joint, detail, material, concrete, steel, timber, glass, brick, stone, fabric, ate, assemble, compose, derive, infer, deduce, induce, encode, decode, embed, vector, matrix, tensor, weight, bias, layer, neuron, attention, head, prompt, corpus, dataset, train, infer, ence, sample, distrib, ution, probab, ility, entropy, inform, ation, theory, signal, noise, channel, code, compress, loss, less, lossy, bit, byte, rate, ament, ization, comp, ress, arch, itect, ural, token, the, of, and, in, to, for, with, from, ation, ing, ers, est, able, ible, ment, ness, ship, hood, tion, sion, ance, ence, ally, ously, ively, 2766, 20250, 50257, pre, post, sub, inter, trans, over, under, out, up, down, form, struct, build, model, repre, sent, synth, esis, deduct, induct, abstr, act, type, symmetry, partii, modern, unit, value, simple, complex, principle, data, know, ledge, multi, source, chapter, align, technic, aspect, histor, develop, compos, explore, implic, transit, concept, key, under, stand, can, new, comput, analys, design, differ, notion, capab, particul, LLM, reveal, paradigm, shift, think, through, also, open, possib, creat, adapt, respons, context, rich, environ, ment, gener, ative, bring, forth, some, thing, archi, tecture, impl, ies, build, ing, plan, section, elev, ation, grid, column, beam, wall, floor, roof, window, door, stair, ramp, core, shell, skin, frame, mass, void, solid, figure, ground, field, pattern, rhythm, order, scale, prop, ortion, axis, sym, metry, balance, hier, archy, datum, trans, form, ation, rep, etition, module, bay, span, vault, arch, dome, truss, canti, lever, joint, detail, material, concrete, steel, timber, glass, brick, stone, fabric, ate, assemble, compose, derive, infer, deduce, induce, encode, decode, embed, vector, matrix, tensor, weight, bias, layer, neuron, attention, head, prompt, corpus, dataset, train, infer, ence, sample, distrib, ution, probab, ility, entropy, inform, ation, theory, signal, noise, channel, code, compress, loss, less, lossy, bit, byte, rate, ament, ization, comp, ress, arch, itect, ural, token, the, of, and, in, to, for, with, from, ation, ing, ers, est, able, ible, ment, ness, ship, hood, tion, sion, ance, ence, ally, ously, ively, 2766, 20250, 50257, pre, post, sub, inter, trans, over, under, out, up, down, form, struct, build, model, repre, sent, synth, esis, deduct, induct, abstr, act, type, symmetry, partii, modern, unit, value, simple, complex, principle, data, know, ledge, multi, source, chapter, align, technic, aspect, histor, develop, compos, explore, implic, transit, concept, key, under, stand, can, new, comput, analys, design, differ, notion, capab, particul, LLM, reveal, paradigm, shift, think, through, also, open, possib, creat, adapt, respons, context, rich, environ, ment, gener, ative, bring, forth, some, thing, archi, tecture, impl, ies, build, ing, plan, section, elev, ation, grid, column, beam, wall, floor, roof, window, door, stair, ramp, core, shell, skin, frame, mass, void, solid, figure, ground, field, pattern, rhythm, order, scale, prop, ortion, axis, sym, metry, balance, hier, archy, datum, trans, form, ation, rep, etition, module, bay, span, vault, arch, dome, truss, canti, lever, joint, detail, material, concrete, steel, timber, glass, brick, stone, fabric, ate, assemble, compose, derive, infer, deduce, induce, encode, decode, embed, vector, matrix, tensor, weight, bias, layer, neuron, attention, head, prompt, corpus, dataset, train, infer, ence, sample, distrib, ution, probab, ility, entropy, inform, ation, theory, signal, noise, channel, code, compress, loss, less, lossy, bit, byte, rate, ament, ization, comp, ress, arch, itect, ural, token, the, of, and, in, to, for, with, from, ation, ing, ers, est, able, ible, ment, ness, ship, hood, tion, sion, ance, ence, ally, ously, ively, 2766, 20250, 50257, pre, post, sub, inter, trans, over, under, out, up, down, form, struct, build, model, repre, sent, synth, esis, deduct, induct, abstr, act, type, symmetry, partii, modern, unit, value, simple, complex, principle, data, know, ledge, multi, source, chapter, align, technic, aspect, histor, develop, compos, explore, implic, transit, concept, key, under, stand, can, new, comput, analys, design, differ, notion, capab, particul, LLM, reveal, paradigm, shift, think, through, also, open, possib, creat, adapt, respons, context, rich, environ, ment, gener, ative, bring, forth, some, thing, archi, tecture, impl, ies, build, ing, plan, section, elev, ation, grid, column, beam, wall, floor, roof, window, door, stair, ramp, core, shell, skin, frame, mass, void, solid, figure, ground, field, pattern, rhythm, order, scale, prop, ortion, axis, sym, metry, balance, hier, archy, datum, trans, form, ation, rep, etition, module, bay, span, vault, arch, dome, truss, canti, lever, joint, detail, material, concrete, steel, timber, glass, brick, stone, fabric, ate, assemble, compose, derive, infer, deduce, induce, encode, decode, embed, vector, matrix, tensor, weight, bias, layer, neuron, attention, head, prompt, corpus, dataset, train, infer, ence, sample, distrib, ution, probab, ility, entropy, inform, ation, theory, signal, noise, channel, code, compress, loss, less, lossy, bit, byte, rate, ament, ization, comp, ress, arch, itect, ural, token, the, of, and, in, to, for, with, from, ation, ing, ers, est, able, ible, ment, ness, ship, hood, tion, sion, ance, ence, ally, ously, ively, 2766, 20250, 50257, pre, post, sub, inter, trans, over, under, out, up, down, form, struct, build, model, repre, sent, synth, esis, deduct, induct, abstr, act, type, symmetry, partii, modern, unit, value, simple, complex, principle, data, know, ledge, multi, source, chapter, align, technic, aspect, histor, develop, compos, explore, implic, transit, concept, key, under, stand, can, new, comput, analys, design, differ, notion, capab, particul, LLM, reveal, paradigm, shift, think, through, also, open, possib, creat, adapt, respons, context, rich, environ, ment, gener, ative, bring, forth, some, thing, archi, tecture, impl, ies, build, ing, plan, section, elev, ation, grid, column, beam, wall, floor, roof, window, door, stair, ramp, core, shell, skin, frame, mass, void, solid, figure, ground, field, pattern, rhythm, order, scale, prop, ortion, axis, sym, metry, balance, hier, archy, datum, trans, form, ation, rep, etition, module, bay, span, vault, arch, dome, truss, canti, lever, joint, detail, material, concrete, steel, timber, glass, brick, stone, fabric, ate, assemble, compose, derive, infer, deduce, induce, encode, decode, embed, vector, matrix, tensor, weight, bias, layer, neuron, attention, head, prompt, corpus, dataset, train, infer, ence, sample, distrib, ution, probab, ility, entropy, inform, ation, theory, signal, noise, channel, code, compress, loss, less, lossy, bit, byte, rate, ament, ization, comp, ress, arch, itect, ural, token, the, of, and, in, to, for, with, from, ation, ing, ers, est, able, ible, ment, ness, ship, hood, tion, sion, ance, ence, ally, ously, ively, 2766, 20250, 50257, pre, post, sub, inter, trans, over, under, out, up, down, form, struct, build, model, repre, sent, synth, esis, deduct, induct, abstr, act, type, symmetry, partii, modern, unit, value, simple, complex, principle, data, know, ledge, multi, source, chapter, align, technic, aspect, histor, develop, compos, explore, implic, transit, concept, key, under, stand, can, new, comput, analys, design, differ, notion, capab, particul, LLM, reveal, paradigm, shift, think, through, also, open, possib, creat, adapt, respons, context, rich, environ, ment, gener, ative, bring, forth, some, thing, archi, tecture, impl, ies, build, ing, plan, section, elev, ation, grid, column, beam, wall, floor, roof, window, door, stair, ramp, core, shell, skin, frame, mass, void, solid, figure, ground, field, pattern, rhythm, order, scale, prop, ortion, axis, sym, metry, balance, hier, archy, datum, trans, form, ation, rep, etition, module, bay, span, vault, arch, dome, truss, canti, lever, joint, detail, material, concrete, steel, timber, glass, brick, stone, fabric, ate, assemble, compose, derive, infer, deduce, induce, encode, decode, embed, vector, matrix, tensor, weight, bias, layer, neuron, attention, head, prompt, corpus, dataset, train, infer, ence, sample, distrib, ution, probab, ility, entropy, inform, ation, theory, signal, noise, channel, code, compress, loss, less, lossy, bit, byte, rate, ament, ization, comp, ress, arch, itect, ural, token, the, of, and, in, to, for, with, from, ation, ing, ers, est, able, ible, ment, ness, ship, hood, tion, sion, ance, ence, ally, ously, ively, 2766, 20250, 50257, pre, post, sub, inter, trans, over, under, out, up, down, form, struct, build, model, repre, sent, synth, esis, deduct, induct, abstr, act, type, symmetry, partii, modern, unit, value, simple, complex, principle, data, know, ledge, multi, source, chapter, align, technic, aspect, histor, develop, compos, explore, implic, transit, concept, key, under, stand, can, new, comput, analys, design, differ, notion, capab, particul, LLM, reveal, paradigm, shift, think, through, also, open, possib, creat, adapt, respons, context, rich, environ, ment, gener, ative, bring, forth, some, thing, archi, tecture, impl, ies, build, ing, plan, section, elev, ation, grid, column, beam, wall, floor, roof, window, door, stair, ramp, core, shell, skin, frame, mass, void, solid, figure, ground, field, pattern, rhythm, order, scale, prop, ortion, axis, sym, metry, balance, hier, archy, datum, trans, form, ation, rep, etition, module, bay, span, vault, arch, dome, truss, canti, lever, joint, detail, material, concrete, steel, timber, glass, brick, stone, fabric, ate, assemble, compose, derive, infer, deduce, induce, encode, decode, embed, vector, matrix, tensor, weight, bias, layer, neuron, attention, head, prompt, corpus, dataset, train, infer, ence, sample, distrib, ution, probab, ility, entropy, inform, ation, theory, signal, noise, channel, code, compress, loss, less, lossy, bit, byte, rate, ament, ization, comp, ress, arch, itect, ural, token, the, of, and, in, to, for, with, from, ation, ing, ers, est, able, ible, ment, ness, ship, hood, tion, sion, ance, ence, ally, ously, ively, 2766, 20250, 50257, pre, post, sub, inter, trans, over, under, out, up, down, form, struct, build, model, repre, sent, synth, esis, deduct, induct, abstr, act, type, symmetry, partii, modern, unit, value, simple, complex, principle, data, know, ledge, multi, source, chapter, align, technic, aspect, histor, develop, compos, explore, implic, transit, concept, key, under, stand, can, new, comput, analys, design, differ, notion, capab, particul, LLM, reveal, paradigm, shift, think, through, also, open, possib, creat, adapt, respons, context, rich, environ, ment, gener, ative, bring, forth, some, thing, archi, tecture, impl, ies, build, ing, plan, section, elev, ation, grid, column, beam, wall, floor, roof, window, door, stair, ramp, core, shell, skin, frame, mass, void, solid, figure, ground, field, pattern, rhythm, order, scale, prop, ortion, axis, sym, metry, balance, hier, archy, datum, trans, form, ation, rep, etition, module, bay, span, vault, arch, dome, truss, canti, lever, joint, detail, material, concrete, steel, timber, glass, brick, stone, fabric, ate, assemble, compose, derive, infer, deduce, induce, encode, decode, embed, vector, matrix, tensor, weight, bias, layer, neuron, attention, head, prompt, corpus, dataset, train, infer, ence, sample, distrib, ution, probab, ility, entropy, inform, ation, theory, signal, noise, channel, code, compress, loss, less, lossy, bit, byte, rate, ament, ization, comp, ress, arch, itect, ural, token, the, of, and, in, to, for, with, from, ation, ing, ers, est, able, ible, ment, ness, ship, hood, tion, sion, ance, ence, ally, ously, ively, 2766, 20250, 50257, pre, post, sub, inter, trans, over, under, out, up, down, form, struct, build, model, repre, sent, synth, esis, deduct, induct, abstr, act, type, symmetry, partii, modern, unit, value, simple, complex, principle, data, know, ledge, multi, source, chapter, align, technic, aspect, histor, develop, compos, explore, implic, transit, concept, key, under, stand, can, new, comput, analys, design, differ, notion, capab, particul, LLM, reveal, paradigm, shift, think, through, also, open, possib, creat, adapt, respons, context, rich, environ, ment, gener, ative, bring, forth, some, thing, archi, tecture, impl, ies, build, ing, plan, section, elev, ation, grid, column, beam, wall, floor, roof, window, door, stair, ramp, core, shell, skin, frame, mass, void, solid, figure, ground, field, pattern, rhythm, order, scale, prop, ortion, axis, sym, metry, balance, hier, archy, datum, trans, form, ation, rep, etition, module, bay, span, vault, arch, dome, truss, canti, lever, joint, detail, material, concrete, steel, timber, glass, brick, stone, fabric, ate, assemble, compose, derive, infer, deduce, induce, encode, decode, embed, vector, matrix, tensor, weight, bias, layer, neuron, attention, head, prompt, corpus, dataset, train, infer, ence, sample, distrib, ution, probab, ility, entropy, inform, ation, theory, signal, noise, channel, code, compress, loss, less, lossy, bit, byte, rate, ament, ization, comp, ress, arch, itect, ural, token, the, of, and, in, to, for, with, from, ation, ing, ers, est, able, ible, ment, ness, ship, hood, tion, sion, ance, ence, ally, ously, ively, 2766, 20250, 50257, pre, post, sub, inter, trans, over, under, out, up, down, form, struct, build, model, repre, sent, synth, esis, deduct, induct, abstr, act, type, symmetry, partii, modern, unit, value, simple, complex, principle, data, know, ledge, multi, source, chapter, align, technic, aspect, histor, develop, compos, explore, implic, transit, concept, key, under, stand, can, new, comput, analys, design, differ, notion, capab, particul, LLM, reveal, paradigm, shift, think, through, also, open, possib, creat, adapt, respons, context, rich, environ, ment, gener, ative, bring, forth, some, thing, archi, tecture, impl, ies, build, ing, plan, section, elev, ation, grid, column, beam, wall, floor, roof, window, door, stair, ramp, core, shell, skin, frame, mass, void, solid, figure, ground, field, pattern, rhythm, order, scale, prop, ortion, axis, sym, metry, balance, hier, archy, datum, trans, form, ation, rep, etition, module, bay, span, vault, arch, dome, truss, canti, lever, joint, detail, material, concrete, steel, timber, glass, brick, stone, fabric, ate, assemble, compose, derive, infer, deduce, induce, encode, decode, embed, vector, matrix, tensor, weight, bias, layer, neuron, attention, head, prompt, corpus, dataset, train, infer, ence, sample, distrib, ution, probab, ility, entropy, inform, ation, theory, signal, noise, channel, code, compress, loss, less, lossy, bit, byte, rate, ament, ization, comp, ress, arch, itect, ural, token, the, of, and, in, to, for, with, from, ation, ing, ers, est, able, ible, ment, ness, ship, hood, tion, sion, ance, ence, ally, ously, ively, 2766, 20250, 50257, pre, post, sub, inter, trans, over, under, out, up, down, form, struct, build, model, repre, sent, synth, esis, deduct, induct, abstr, act, type, symmetry, partii, modern, unit, value, simple, complex, principle, data, know, ledge, multi, source, chapter, align, technic, aspect, histor, develop, compos, explore, implic, transit, concept, key, under, stand, can, new, comput, analys, design, differ, notion, capab, particul, LLM, reveal, paradigm, shift, think, through, also, open, possib, creat, adapt, respons, context, rich, environ, ment, gener, ative, bring, forth, some, thing, archi, tecture, impl, ies, build, ing, plan, section, elev, ation, grid, column, beam, wall, floor, roof, window, door, stair, ramp, core, shell, skin, frame, mass, void, solid, figure, ground, field, pattern, rhythm, order, scale, prop, ortion, axis, sym, metry, balance, hier, archy, datum, trans, form, ation, rep, etition, module, bay, span, vault, arch, dome, truss, canti, lever, joint, detail, material, concrete, steel, timber, glass, brick, stone, fabric, ate, assemble, compose, derive, infer, deduce, induce, encode, decode, embed, vector, matrix, tensor, weight, bias, layer, neuron, attention, head, prompt, corpus, dataset, train, infer, ence, sample, distrib, ution, probab, ility, entropy, inform, ation, theory, signal, noise, channel, code, compress, loss, less, lossy, bit, byte, rate, ament, ization, comp, ress, arch, itect, ural, token, the, of, and, in, to, for, with, from, ation, ing, ers, est, able, ible, ment, ness, ship, hood, tion, sion, ance, ence, ally, ously, ively, 2766, 20250, 50257, pre, post, sub, inter, trans, over, under, out, up, down, form, struct, build, model, repre, sent, synth, esis, deduct, induct, abstr, act, type, symmetry, partii, modern, unit, value, simple, complex, principle, data, know, ledge, multi, source, chapter, align, technic, aspect, histor, develop, compos, explore, implic, transit, concept, key, under, stand, can, new, comput, analys, design, differ, notion, capab, particul, LLM, reveal, paradigm, shift, think, through, also, open, possib, creat, adapt, respons, context, rich, environ, ment, gener, ative, bring, forth, some, thing, archi, tecture, impl, ies, build, ing, plan, section, elev, ation, grid, column, beam, wall, floor, roof, window, door, stair, ramp, core, shell, skin, frame, mass, void, solid, figure, ground, field, pattern, rhythm, order, scale, prop, ortion, axis, sym, metry, balance, hier, archy, datum, trans, form, ation, rep, etition, module, bay, span, vault, arch, dome, truss, canti, lever, joint, detail, material, concrete, steel, timber, glass, brick, stone, fabric, ate, assemble, compose, derive, infer, deduce, induce, encode, decode, embed, vector, matrix, tensor, weight, bias, layer, neuron, attention, head, prompt, corpus, dataset, train, infer, ence, sample, distrib, ution, probab, ility, entropy, inform, ation, theory, signal, noise, channel, code, compress, loss, less, lossy, bit, byte, rate, ament, ization, comp, ress, arch, itect, ural, token, the, of, and, in, to, for, with, from, ation, ing, ers, est, able, ible, ment, ness, ship, hood, tion, sion, ance, ence, ally, ously, ively, 2766, 20250, 50257, pre, post, sub, inter, trans, over, under, out, up, down, form, struct, build, model, repre, sent, synth, esis, deduct, induct, abstr, act, type, symmetry, partii, modern, unit, value, simple, complex, principle, data, know, ledge, multi, source, chapter, align, technic, aspect, histor, develop, compos, explore, implic, transit, concept, key, under, stand, can, new, comput, analys, design, differ, notion, capab, particul, LLM, reveal, paradigm, shift, think, through, also, open, possib, creat, adapt, respons, context, rich, environ, ment, gener, ative, bring, forth, some, thing, archi, tecture, impl, ies, build, ing, plan, section, elev, ation, grid, column, beam, wall, floor, roof, window, door, stair, ramp, core, shell, skin, frame, mass, void, solid, figure, ground, field, pattern, rhythm, order, scale, prop, ortion, axis, sym, metry, balance, hier, archy, datum, trans, form, ation, rep, etition, module, bay, span, vault, arch, dome, truss, canti, lever, joint, detail, material, concrete, steel, timber, glass, brick, stone, fabric, ate, assemble, compose, derive, infer, deduce, induce, encode, decode, embed, vector, matrix, tensor, weight, bias, layer, neuron, attention, head, prompt, corpus, dataset, train, infer, ence, sample, distrib, ution, probab, ility, entropy, inform, ation, theory, signal, noise, channel, code, compress, loss, less, lossy, bit, byte, rate, ament, ization, comp, ress, arch, itect, ural, token, the, of, and, in, to, for, with, from, ation, ing, ers, est, able, ible, ment, ness, ship, hood, tion, sion, ance, ence, ally, ously, ively, 2766, 20250, 50257, pre, post, sub, inter, trans, over, under, out, up, down, form, struct, build, model, repre, sent, synth, esis, deduct, induct, abstr, act, type, symmetry, partii, modern, unit, value, simple, complex, principle, data, know, ledge, multi, source, chapter, align, technic, aspect, histor, develop, compos, explore, implic, transit, concept, key, under, stand, can, new, comput, analys, design, differ, notion, capab, particul, LLM, reveal, paradigm, shift, think, through, also, open, possib, creat, adapt, respons, context, rich, environ, ment, gener, ative, bring, forth, some, thing, archi, tecture, impl, ies, build, ing, plan, section, elev, ation, grid, column, beam, wall, floor, roof, window, door, stair, ramp, core, shell, skin, frame, mass, void, solid, figure, ground, field, pattern, rhythm, order, scale, prop, ortion, axis, sym, metry, balance, hier, archy, datum, trans, form, ation, rep, etition, module, bay, span, vault, arch, dome, truss, canti, lever, joint, detail, material, concrete, steel, timber, glass, brick, stone, fabric, ate, assemble, compose, derive, infer, deduce, induce, encode, decode, embed, vector, matrix, tensor, weight, bias, layer, neuron, attention, head, prompt, corpus, dataset, train, infer, ence, sample, distrib, ution, probab, ility, entropy, inform, ation, theory, signal, noise, channel, code, compress, loss, less, lossy, bit, byte, rate, ament, ization, comp, ress, arch, itect, ural, token, the, of, and, in, to, for, with, from, ation, ing, ers, est, able, ible, ment, ness, ship, hood, tion, sion, ance, ence, ally, ously, ively, 2766, 20250, 50257, pre, post, sub, inter, trans, over, under, out, up, down, form, struct, build, model, repre, sent, synth, esis, deduct, induct, abstr, act, type, symmetry, partii, modern, unit, value, simple, complex, principle, data, know, ledge, multi, source, chapter, align, technic, aspect, histor, develop, compos, explore, implic, transit, concept, key, under, stand, can, new, comput, analys, design, differ, notion, capab, particul, LLM, reveal, paradigm, shift, think, through, also, open, possib, creat, adapt, respons, context, rich, environ, ment, gener, ative, bring, forth, some, thing, archi, tecture, impl, ies, build, ing, plan, section, elev, ation, grid, column, beam, wall, floor, roof, window, door, stair, ramp, core, shell, skin, frame, mass, void, solid, figure, ground, field, pattern, rhythm, order, scale, prop, ortion, axis, sym, metry, balance, hier, archy, datum, trans, form, ation, rep, etition, module, bay, span, vault, arch, dome, truss, canti, lever, joint, detail, material, concrete, steel, timber, glass, brick, stone, fabric, ate, assemble, compose, derive, infer, deduce, induce, encode, decode, embed, vector, matrix, tensor, weight, bias, layer, neuron, attention, head, prompt, corpus, dataset, train, infer, ence, sample, distrib, ution, probab, ility, entropy, inform, ation, theory, signal, noise, channel, code, compress, loss, less, lossy, bit, byte, rate, ament, ization, comp, ress, arch, itect, ural, token, the, of, and, in, to, for, with, from, ation, ing, ers, est, able, ible, ment, ness, ship, hood, tion, sion, ance, ence, ally, ously, ively, 2766, 20250, 50257, pre, post, sub, inter, trans, over, under, out, up, down, form, struct, build, model, repre, sent, synth, esis, deduct, induct, abstr, act, type, symmetry, partii, modern, unit, value, simple, complex, principle, data, know, ledge, multi, source, chapter, align, technic, aspect, histor, develop, compos, explore, implic, transit, concept, key, under, stand, can, new, comput, analys, design, differ, notion, capab, particul, LLM, reveal, paradigm, shift, think, through, also, open, possib, creat, adapt, respons, context, rich, environ, ment, gener, ative, bring, forth, some, thing, archi, tecture, impl, ies, build, ing, plan, section, elev, ation, grid, column, beam, wall, floor, roof, window, door, stair, ramp, core, shell, skin, frame, mass, void, solid, figure, ground, field, pattern, rhythm, order, scale, prop, ortion, axis, sym, metry, balance, hier, archy, datum, trans, form, ation, rep, etition, module, bay, span, vault, arch, dome, truss, canti, lever, joint, detail, material, concrete, steel, timber, glass, brick, stone, fabric, ate, assemble, compose, derive, infer, deduce, induce, encode, decode, embed, vector, matrix, tensor, weight, bias, layer, neuron, attention, head, prompt, corpus, dataset, train, infer, ence, sample, distrib, ution, probab, ility, entropy, inform, ation, theory, signal, noise, channel, code, compress, loss, less, lossy, bit, byte, rate, ament, ization, comp, ress, arch, itect, ural, token, the, of, and, in, to, for, with, from, ation, ing, ers, est, able, ible, ment, ness, ship, hood, tion, sion, ance, ence, ally, ously, ively, 2766, 20250, 50257, pre, post, sub, inter, trans, over, under, out, up, down, form, struct, build, model, repre, sent, synth, esis, deduct, induct, abstr, act, type, symmetry, partii, modern, unit, value, simple, complex, principle, data, know, ledge, multi, source, chapter, align, technic, aspect, histor, develop, compos, explore, implic, transit, concept, key, under, stand, can, new, comput, analys, design, differ, notion, capab, particul, LLM, reveal, paradigm, shift, think, through, also, open, possib, creat, adapt, respons, context, rich, environ, ment, gener, ative, bring, forth, some, thing, archi, tecture, impl, ies, build, ing, plan, section, elev, ation, grid, column, beam, wall, floor, roof, window, door, stair, ramp, core, shell, skin, frame, mass, void, solid, figure, ground, field, pattern, rhythm, order, scale, prop, ortion, axis, sym, metry, balance, hier, archy, datum, trans, form, ation, rep, etition, module, bay, span, vault, arch, dome, truss, canti, lever, joint, detail, material, concrete, steel, timber, glass, brick, stone, fabric, ate, assemble, compose, derive, infer, deduce, induce, encode, decode, embed, vector, matrix, tensor, weight, bias, layer, neuron, attention, head, prompt, corpus, dataset, train, infer, ence, sample, distrib, ution, probab, ility, entropy, inform, ation, theory, signal, noise, channel, code, compress, loss, less, lossy, bit, byte, rate, ament, ization, comp, ress, arch, itect, ural, token, the, of, and, in, to, for, with, from, ation, ing, ers, est, able, ible, ment, ness, ship, hood, tion, sion, ance, ence, ally, ously, ively, 2766, 20250, 50257, pre, post, sub, inter, trans, over, under, out, up, down, form, struct, build, model, repre, sent, synth, esis, deduct, induct, abstr, act, type, symmetry, partii, modern, unit, value, simple, complex, principle, data, know, ledge, multi, source, chapter, align, technic, aspect, histor, develop, compos, explore, implic, transit, concept, key, under, stand, can, new, comput, analys, design, differ, notion, capab, particul, LLM, reveal, paradigm, shift, think, through, also, open, possib, creat, adapt, respons, context, rich, environ, ment, gener, ative, bring, forth, some, thing, archi, tecture, impl, ies, build, ing, plan, section, elev, ation, grid, column, beam, wall, floor, roof, window, door, stair, ramp, core, shell, skin, frame, mass, void, solid, figure, ground, field, pattern, rhythm, order, scale, prop, ortion, axis, sym, metry, balance, hier, archy, datum, trans, form, ation, rep, etition, module, bay, span, vault, arch, dome, truss, canti, lever, joint, detail, material, concrete, steel, timber, glass, brick, stone, fabric, ate, assemble, compose, derive, infer, deduce, induce, encode, decode, embed, vector, matrix, tensor, weight, bias, layer, neuron, attention, head, prompt, corpus, dataset, train, infer, ence, sample, distrib, ution, probab, ility, entropy, inform, ation, theory, signal, noise, channel, code, compress, loss, less, lossy, bit, byte, rate, ament, ization, comp, ress, arch, itect, ural, token, the, of, and, in, to, for, with, from, ation, ing, ers, est, able, ible, ment, ness, ship, hood, tion, sion, ance, ence, ally, ously, ively, 2766, 20250, 50257, pre, post, sub, inter, trans, over, under, out, up, down, form, struct, build, model, repre, sent, synth, esis, deduct, induct, abstr, act, type, symmetry, partii, modern, unit, value, simple, complex, principle, data, know, ledge, multi, source, chapter, align, technic, aspect, histor, develop, compos, explore, implic, transit, concept, key, under, stand, can, new, comput, analys, design, differ, notion, capab, particul, LLM, reveal, paradigm, shift, think, through, also, open, possib, creat, adapt, respons, context, rich, environ, ment, gener, ative, bring, forth, some, thing, archi, tecture, impl, ies, build, ing, plan, section, elev, ation, grid, column, beam, wall, floor, roof, window, door, stair, ramp, core, shell, skin, frame, mass, void, solid, figure, ground, field, pattern, rhythm, order, scale, prop, ortion, axis, sym, metry, balance, hier, archy, datum, trans, form, ation, rep, etition, module, bay, span, vault, arch, dome, truss, canti, lever, joint, detail, material, concrete, steel, timber, glass, brick, stone, fabric, ate, assemble, compose, derive, infer, deduce, induce, encode, decode, embed, vector, matrix, tensor, weight, bias, layer, neuron, attention, head, prompt, corpus, dataset, train, infer, ence, sample, distrib, ution, probab, ility, entropy, inform, ation, theory, signal, noise, channel, code, compress, loss, less, lossy, bit, byte, rate, ament, ization, comp, ress, arch, itect, ural, token, the, of, and, in, to, for, with, from, ation, ing, ers, est, able, ible, ment, ness, ship, hood, tion, sion, ance, ence, ally, ously, ively, 2766, 20250, 50257, pre, post, sub, inter, trans, over, under, out, up, down, form, struct, build, model, repre, sent, synth, esis, deduct, induct, abstr, act, type, symmetry, partii, modern, unit, value, simple, complex, principle, data, know, ledge, multi, source, chapter, align, technic, aspect, histor, develop, compos, explore, implic, transit, concept, key, under, stand, can, new, comput, analys, design, differ, notion, capab, particul, LLM, reveal, paradigm, shift, think, through, also, open, possib, creat, adapt, respons, context, rich, environ, ment, gener, ative, bring, forth, some, thing, archi, tecture, impl, ies, build, ing, plan, section, elev, ation, grid, column, beam, wall, floor, roof, window, door, stair, ramp, core, shell, skin, frame, mass, void, solid, figure, ground, field, pattern, rhythm, order, scale, prop, ortion, axis, sym, metry, balance, hier, archy, datum, trans, form, ation, rep, etition, module, bay, span, vault, arch, dome, truss, canti, lever, joint, detail, material, concrete, steel, timber, glass, brick, stone, fabric, ate, assemble, compose, derive, infer, deduce, induce, encode, decode, embed, vector, matrix, tensor, weight, bias, layer, neuron, attention, head, prompt, corpus, dataset, train, infer, ence, sample, distrib, ution, probab, ility, entropy, inform, ation, theory, signal, noise, channel, code, compress, loss, less, lossy, bit, byte, rate, ament, ization, comp, ress, arch, itect, ural, token, the, of, and, in, to, for, with, from, ation, ing, ers, est, able, ible, ment, ness, ship, hood, tion, sion, ance, ence, ally, ously, ively, 2766, 20250, 50257, pre, post, sub, inter, trans, over, under, out, up, down, form, struct, build, model, repre, sent, synth, esis, deduct, induct, abstr, act, type, symmetry, partii, modern, unit, value, simple, complex, principle, data, know, ledge, multi, source, chapter, align, technic, aspect, histor, develop, compos, explore, implic, transit, concept, key, under, stand, can, new, comput, analys, design, differ, notion, capab, particul, LLM, reveal, paradigm, shift, think, through, also, open, possib, creat, adapt, respons, context, rich, environ, ment, gener, ative, bring, forth, some, thing, archi, tecture, impl, ies, build, ing, plan, section, elev, ation, grid, column, beam, wall, floor, roof, window, door, stair, ramp, core, shell, skin, frame, mass, void, solid, figure, ground, field, pattern, rhythm, order, scale, prop, ortion, axis, sym, metry, balance, hier, archy, datum, trans, form, ation, rep, etition, module, bay, span, vault, arch, dome, truss, canti, lever, joint, detail, material, concrete, steel, timber, glass, brick, stone, fabric, ate, assemble, compose, derive, infer, deduce, induce, encode, decode, embed, vector, matrix, tensor, weight, bias, layer, neuron, attention, head, prompt, corpus, dataset, train, infer, ence, sample, distrib, ution, probab, ility, entropy, inform, ation, theory, signal, noise, channel, code, compress, loss, less, lossy, bit, byte, rate, ament, ization, comp, ress, arch, itect, ural, token, the, of, and, in, to, for, with, from, ation, ing, ers, est, able, ible, ment, ness, ship, hood, tion, sion, ance, ence, ally, ously, ively, 2766, 20250, 50257, pre, post, sub, inter, trans, over, under, out, up, down, form, struct, build, model, repre, sent, synth, esis, deduct, induct, abstr, act, type, symmetry, partii, modern, unit, value, simple, complex, principle, data, know, ledge, multi, source, chapter, align, technic, aspect, histor, develop, compos, explore, implic, transit, concept, key, under, stand, can, new, comput, analys, design, differ, notion, capab, particul, LLM, reveal, paradigm, shift, think, through, also, open, possib, creat, adapt, respons, context, rich, environ, ment, gener, ative, bring, forth, some, thing, archi, tecture, impl, ies, build, ing, plan, section, elev, ation, grid, column, beam, wall, floor, roof, window, door, stair, ramp, core, shell, skin, frame, mass, void, solid, figure, ground, field, pattern, rhythm, order, scale, prop, ortion, axis, sym, metry, balance, hier, archy, datum, trans, form, ation, rep, etition, module, bay, span, vault, arch, dome, truss, canti, lever, joint, detail, material, concrete, steel, timber, glass, brick, stone, fabric, ate, assemble, compose, derive, infer, deduce, induce, encode, decode, embed, vector, matrix, tensor, weight, bias, layer, neuron, attention, head, prompt, corpus, dataset, train, infer, ence, sample, distrib, ution, probab, ility, entropy, inform, ation, theory, signal, noise, channel, code, compress, loss, less, lossy, bit, byte, rate, ament, ization, comp, ress, arch, itect, ural, token, the, of, and, in, to, for, with, from, ation, ing, ers, est, able, ible, ment, ness, ship, hood, tion, sion, ance, ence, ally, ously, ively, 2766, 20250, 50257, pre, post, sub, inter, trans, over, under, out, up, down, form, struct, build, model, repre, sent, synth, esis, deduct, induct, abstr, act, type, symmetry, partii, modern, unit, value, simple, complex, principle, data, know, ledge, multi, source, chapter, align, technic, aspect, histor, develop, compos, explore, implic, transit, concept, key, under, stand, can, new, comput, analys, design, differ, notion, capab, particul, LLM, reveal, paradigm, shift, think, through, also, open, possib, creat, adapt, respons, context, rich, environ, ment, gener, ative, bring, forth, some, thing, archi, tecture, impl, ies, build, ing, plan, section, elev, ation, grid, column, beam, wall, floor, roof, window, door, stair, ramp, core, shell, skin, frame, mass, void, solid, figure, ground, field, pattern, rhythm, order, scale, prop, ortion, axis, sym, metry, balance, hier, archy, datum, trans, form, ation, rep, etition, module, bay, span, vault, arch, dome, truss, canti, lever, joint, detail, material, concrete, steel, timber, glass, brick, stone, fabric, ate, assemble, compose, derive, infer, deduce, induce, encode, decode, embed, vector, matrix, tensor, weight, bias, layer, neuron, attention, head, prompt, corpus, dataset, train, infer, ence, sample, distrib, ution, probab, ility, entropy, inform, ation, theory, signal, noise, channel, code, compress, loss, less, lossy, bit, byte, rate, ament, ization, comp, ress, arch, itect, ural, token, the, of, and, in, to, for, with, from, ation, ing, ers, est, able, ible, ment, ness, ship, hood, tion, sion, ance, ence, ally, ously, ively, 2766, 20250, 50257, pre, post, sub, inter, trans, over, under, out, up, down, form, struct, build, model, repre, sent, synth, esis, deduct, induct, abstr, act, type, symmetry, partii, modern, unit, value, simple, complex, principle, data, know, ledge, multi, source, chapter, align, technic, aspect, histor, develop, compos, explore, implic, transit, concept, key, under, stand, can, new, comput, analys, design, differ, notion, capab, particul, LLM, reveal, paradigm, shift, think, through, also, open, possib, creat, adapt, respons, context, rich, environ, ment, gener, ative, bring, forth, some, thing, archi, tecture, impl, ies, build, ing, plan, section, elev, ation, grid, column, beam, wall, floor, roof, window, door, stair, ramp, core, shell, skin, frame, mass, void, solid, figure, ground, field, pattern, rhythm, order, scale, prop, ortion, axis, sym, metry, balance, hier, archy, datum, trans, form, ation, rep, etition, module, bay, span, vault, arch, dome, truss, canti, lever, joint, detail, material, concrete, steel, timber, glass, brick, stone, fabric, ate, assemble, compose, derive, infer, deduce, induce, encode, decode, embed, vector, matrix, tensor, weight, bias, layer, neuron, attention, head, prompt, corpus, dataset, train, infer, ence, sample, distrib, ution, probab, ility, entropy, inform, ation, theory, signal, noise, channel, code, compress, loss, less, lossy, bit, byte, rate, ament, ization, comp, ress, arch, itect, ural, token, the, of, and, in, to, for, with, from, ation, ing, ers, est, able, ible, ment, ness, ship, hood, tion, sion, ance, ence, ally, ously, ively, 2766, 20250, 50257, pre, post, sub, inter, trans, over, under, out, up, down, form, struct, build, model, repre, sent, synth, esis, deduct, induct, abstr, act, type, symmetry, partii, modern, unit, value, simple, complex, principle, data, know, ledge, multi, source, chapter, align, technic, aspect, histor, develop, compos, explore, implic, transit, concept, key, under, stand, can, new, comput, analys, design, differ, notion, capab, particul, LLM, reveal, paradigm, shift, think, through, also, open, possib, creat, adapt, respons, context, rich, environ, ment, gener, ative, bring, forth, some, thing, archi, tecture, impl, ies, build, ing, plan, section, elev, ation, grid, column, beam, wall, floor, roof, window, door, stair, ramp, core, shell, skin, frame, mass, void, solid, figure, ground, field, pattern, rhythm, order, scale, prop, ortion, axis, sym, metry, balance, hier, archy, datum, trans, form, ation, rep, etition, module, bay, span, vault, arch, dome, truss, canti, lever, joint, detail, material, concrete, steel, timber, glass, brick, stone, fabric, ate, assemble, compose, derive, infer, deduce, induce, encode, decode, embed, vector, matrix, tensor, weight, bias, layer, neuron, attention, head, prompt, corpus, dataset, train, infer, ence, sample, distrib, ution, probab, ility, entropy, inform, ation, theory, signal, noise, channel, code, compress, loss, less, lossy, bit, byte, rate, ament, ization, comp, ress, arch, itect, ural, token, the, of, and, in, to, for, with, from, ation, ing, ers, est, able, ible, ment, ness, ship, hood, tion, sion, ance, ence, ally, ously, ively, 2766, 20250, 50257, pre, post, sub, inter, trans, over, under, out, up, down, form, struct, build, model, repre, sent, synth, esis, deduct, induct, abstr, act, type, symmetry, partii, modern, unit, value, simple, complex, principle, data, know, ledge, multi, source, chapter, align, technic, aspect, histor, develop, compos, explore, implic, transit, concept, key, under, stand, can, new, comput, analys, design, differ, notion, capab, particul, LLM, reveal, paradigm, shift, think, through, also, open, possib, creat, adapt, respons, context, rich, environ, ment, gener, ative, bring, forth, some, thing, archi, tecture, impl, ies, build, ing, plan, section, elev, ation, grid, column, beam, wall, floor, roof, window, door, stair, ramp, core, shell, skin, frame, mass, void, solid, figure, ground, field, pattern, rhythm, order, scale, prop, ortion, axis, sym, metry, balance, hier, archy, datum, trans, form, ation, rep, etition, module, bay, span, vault, arch, dome, truss, canti, lever, joint, detail, material, concrete, steel, timber, glass, brick, stone, fabric, ate, assemble, compose, derive, infer, deduce, induce, encode, decode, embed, vector, matrix, tensor, weight, bias, layer, neuron, attention, head, prompt, corpus, dataset, train, infer, ence, sample, distrib, ution, probab, ility, entropy, inform, ation, theory, signal, noise, channel, code, compress, loss, less, lossy, bit, byte, rate, ament, ization, comp, ress, arch, itect, ural, token, the, of, and, in, to, for, with, from, ation, ing, ers, est, able, ible, ment, ness, ship, hood, tion, sion, ance, ence, ally, ously, ively, 2766, 20250, 50257, pre, post, sub, inter, trans, over, under, out, up, down, form, struct, build, model, repre, sent, synth, esis, deduct, induct, abstr, act, type, symmetry, partii, modern, unit, value, simple, complex, principle, data, know, ledge, multi, source, chapter, align, technic, aspect, histor, develop, compos, explore, implic, transit, concept, key, under, stand, can, new, comput, analys, design, differ, notion, capab, particul, LLM, reveal, paradigm, shift, think, through, also, open, possib, creat, adapt, respons, context, rich, environ, ment, gener, ative, bring, forth, some, thing, archi, tecture, impl, ies, build, ing, plan, section, elev, ation, grid, column, beam, wall, floor, roof, window, door, stair, ramp, core, shell, skin, frame, mass, void, solid, figure, ground, field, pattern, rhythm, order, scale, prop, ortion, axis, sym, metry, balance, hier, archy, datum, trans, form, ation, rep, etition, module, bay, span, vault, arch, dome, truss, canti, lever, joint, detail, material, concrete, steel, timber, glass, brick, stone, fabric, ate, assemble, compose, derive, infer, deduce, induce, encode, decode, embed, vector, matrix, tensor, weight, bias, layer, neuron, attention, head, prompt, corpus, dataset, train, infer, ence, sample, distrib, ution, probab, ility, entropy, inform, ation, theory, signal, noise, channel, code, compress, loss, less, lossy, bit, byte, rate xyxy=(95,84,741,907)
page-number-right: 93 xyxy=(1460,1002,1474,1017)
chapter-title: Model: From Representation to Synthesis xyxy=(883,181,1467,220)
